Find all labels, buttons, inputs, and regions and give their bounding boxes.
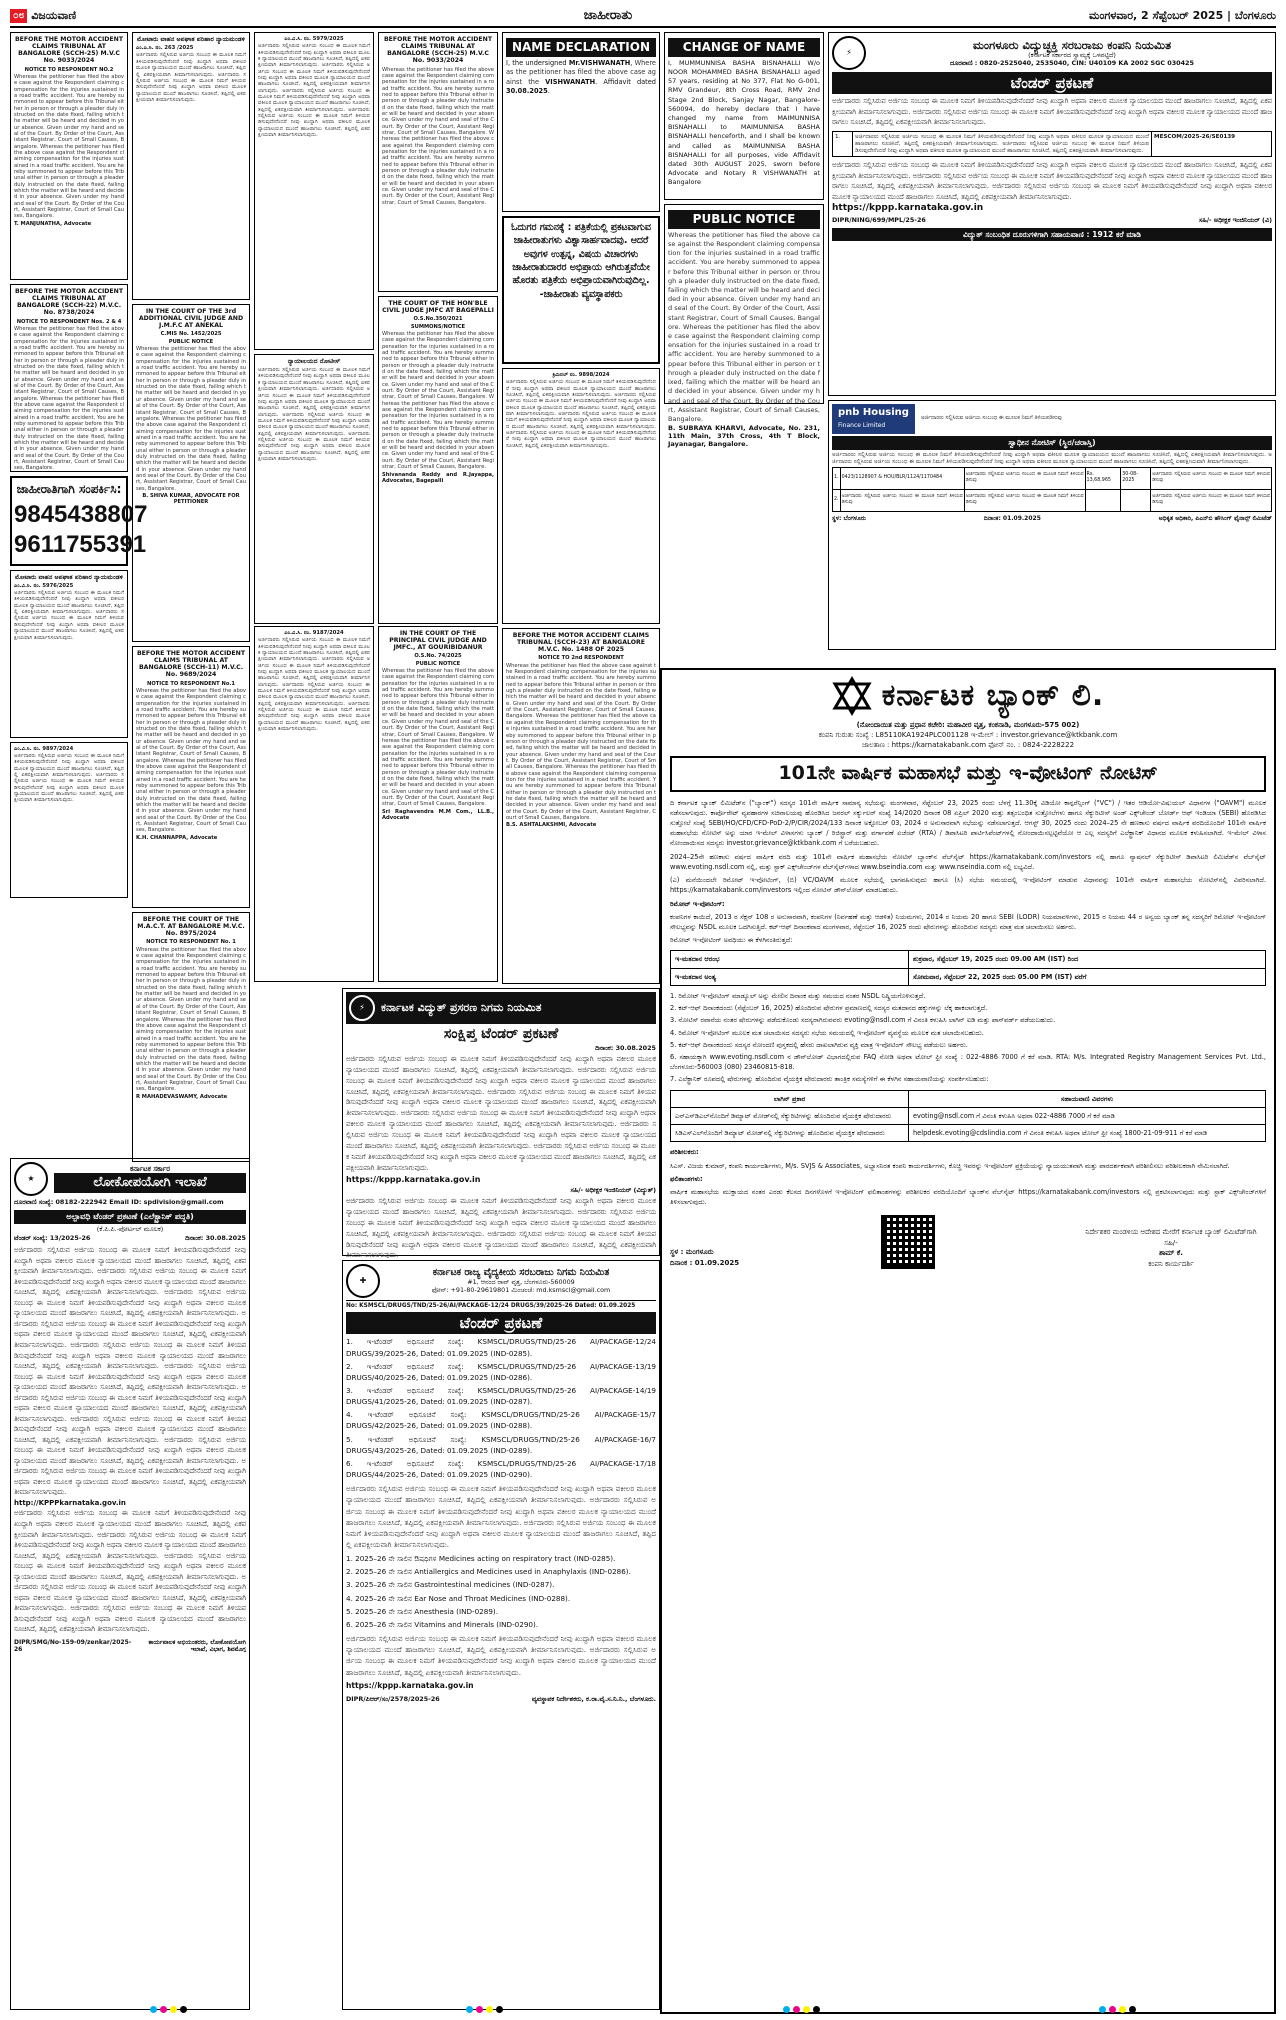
helpdesk-nsdl-details: evoting@nsdl.com ಗೆ ವಿನಂತಿ ಕಳುಹಿಸಿ ಅಥವಾ 022-4886 7000 ಗೆ ಕರೆ ಮಾಡಿ	[909, 1107, 1266, 1124]
tender-portal: https://kppp.karnataka.gov.in	[832, 203, 984, 214]
ad-title: THE COURT OF THE HON'BLE CIVIL JUDGE JMFC AT BAGEPALLI	[382, 300, 494, 315]
company-name: ಮಂಗಳೂರು ವಿದ್ಯುಚ್ಛಕ್ತಿ ಸರಬರಾಜು ಕಂಪನಿ ನಿಯಮಿತ	[972, 38, 1172, 53]
helpdesk-nsdl-type: ಎನ್‌ಎಸ್‌ಡಿಎಲ್‌ನೊಂದಿಗೆ ಡಿಮ್ಯಾಟ್ ಮೋಡ್‌ನಲ್ಲಿ ಸೆಕ್ಯುರಿಟಿಗಳನ್ನು ಹೊಂದಿರುವ ವೈಯಕ್ತಿಕ ಷೇರುದಾರರು	[671, 1107, 909, 1124]
evoting-end: ಸೋಮವಾರ, ಸೆಪ್ಟೆಂಬರ್ 22, 2025 ರಂದು 05.00 PM (IST) ವರೆಗೆ	[909, 968, 1266, 985]
ad-notice: SUMMONS/NOTICE	[410, 323, 466, 330]
ad-contact-box	[10, 476, 148, 566]
borrower-name: ಅರ್ಜಿದಾರರು ಸಲ್ಲಿಸಿರುವ ಅರ್ಜಿಯ ಸಂಬಂಧ ಈ ಮೂಲಕ ನಿಮಗೆ ತಿಳಿಯಪಡಿಸುವು	[964, 489, 1085, 511]
ad-case: ಎಂ.ಎ.ಸಿ. ನಂ. 263 /2025	[136, 45, 194, 52]
ad-sign: T. MANJUNATHA, Advocate	[14, 220, 92, 227]
pnb-place: ಸ್ಥಳ: ಬೆಂಗಳೂರು	[832, 514, 866, 522]
contact-label: ಜಾಹೀರಾತಿಗಾಗಿ ಸಂಪರ್ಕಿಸಿ:	[16, 482, 122, 496]
ad-body: Whereas the petitioner has filed the above case against the Respondent claiming compensation for the injuries sustained in a road traffic accident. You are hereby summoned to appear before this Tribunal either in person or through a pleader duly instructed on the date fixed, failing which the matter will be heard and decided in your absence. Given under my hand and seal of the Court. By Order of the Court, Assistant Registrar, Court of Small Causes, Bangalore. Whereas the petitioner has filed the above case against the Respondent claiming compensation for the injuries sustained in a road traffic accident. You are hereby summoned to appear before this Tribunal either in person or through a pleader duly instructed on the date fixed, failing which the matter will be heard and decided in your absence. Given under my hand and seal of the Court. By Order of the Court, Assistant Registrar, Court of Small Causes, Bangalore.	[136, 346, 246, 492]
notice-title: 101ನೇ ವಾರ್ಷಿಕ ಮಹಾಸಭೆ ಮತ್ತು ಇ-ವೋಟಿಂಗ್ ನೋಟಿಸ್	[670, 756, 1266, 791]
mescom-tender-ad	[828, 32, 1276, 396]
ad-title: BEFORE THE MOTOR ACCIDENT CLAIMS TRIBUNAL AT BANGALORE (SCCH-11) M.V.C. No. 9689/2024	[136, 650, 246, 679]
ad-sign: Sri Raghavendra M.M Com., LL.B., Advocate	[382, 808, 494, 821]
list-item: 3. 2025–26 ನೇ ಸಾಲಿನ Gastrointestinal medicines (IND-0287).	[346, 1580, 555, 1590]
company-subtitle: (ಕರ್ನಾಟಕ ಸರ್ಕಾರದ ಸ್ವಾಮ್ಯಕ್ಕೆ ಒಳಪಟ್ಟಿದೆ)	[1028, 51, 1116, 60]
printer-registration-marks	[10, 2004, 1276, 2014]
list-item: 2. ಇ-ಟೆಂಡರ್ ಅಧಿಸೂಚನೆ ಸಂಖ್ಯೆ: KSMSCL/DRUGS/TND/25-26 AI/PACKAGE-13/19 DRUGS/40/2025-26, Dated: 01.09.2025 (IND-0286).	[346, 1361, 656, 1382]
ad-sign: B. SUBRAYA KHARVI, Advocate, No. 231, 11th Main, 37th Cross, 4th T Block, Jayanagar, Bangalore.	[668, 424, 820, 449]
helpdesk-col-details: ಸಹಾಯವಾಣಿ ವಿವರಗಳು	[909, 1090, 1266, 1107]
tender-desc: ಅರ್ಜಿದಾರರು ಸಲ್ಲಿಸಿರುವ ಅರ್ಜಿಯ ಸಂಬಂಧ ಈ ಮೂಲಕ ನಿಮಗೆ ತಿಳಿಯಪಡಿಸುವುದೇನೆಂದರೆ ನೀವು ಖುದ್ದಾಗಿ ಅಥವಾ ವಕೀಲರ ಮೂಲಕ ನ್ಯಾಯಾಲಯದ ಮುಂದೆ ಹಾಜರಾಗಲು ಸೂಚಿಸಿದೆ, ತಪ್ಪಿದಲ್ಲಿ ಏಕಪಕ್ಷೀಯವಾಗಿ ತೀರ್ಮಾನಿಸಲಾಗುವುದು. ಅರ್ಜಿದಾರರು ಸಲ್ಲಿಸಿರುವ ಅರ್ಜಿಯ ಸಂಬಂಧ ಈ ಮೂಲಕ ನಿಮಗೆ ತಿಳಿಯಪಡಿಸುವುದೇನೆಂದರೆ ನೀವು ಖುದ್ದಾಗಿ ಅಥವಾ ವಕೀಲರ ಮೂಲಕ ನ್ಯಾಯಾಲಯದ ಮುಂದೆ ಹಾಜರಾಗಲು ಸೂಚಿಸಿದೆ, ತಪ್ಪಿದಲ್ಲಿ ಏಕಪಕ್ಷೀಯವಾಗಿ ತೀರ್ಮಾನಿಸಲಾಗುವುದು.	[853, 131, 1152, 156]
ad-title: PUBLIC NOTICE	[668, 210, 820, 229]
ad-sign: B. SHIVA KUMAR, ADVOCATE FOR PETITIONER	[142, 492, 240, 506]
list-item: 2. ಕಟ್-ಆಫ್ ದಿನಾಂಕದಂದು (ಸೆಪ್ಟೆಂಬರ್ 16, 2025) ಹೊಂದಿರುವ ಷೇರುಗಳ ಪ್ರಮಾಣದಲ್ಲಿ ಸದಸ್ಯರ ಮತದಾನದ ಹಕ್ಕುಗಳನ್ನು ಲೆಕ್ಕ ಹಾಕಲಾಗುತ್ತದೆ.	[670, 1004, 988, 1013]
court-ad	[132, 646, 250, 908]
tender-body: ಅರ್ಜಿದಾರರು ಸಲ್ಲಿಸಿರುವ ಅರ್ಜಿಯ ಸಂಬಂಧ ಈ ಮೂಲಕ ನಿಮಗೆ ತಿಳಿಯಪಡಿಸುವುದೇನೆಂದರೆ ನೀವು ಖುದ್ದಾಗಿ ಅಥವಾ ವಕೀಲರ ಮೂಲಕ ನ್ಯಾಯಾಲಯದ ಮುಂದೆ ಹಾಜರಾಗಲು ಸೂಚಿಸಿದೆ, ತಪ್ಪಿದಲ್ಲಿ ಏಕಪಕ್ಷೀಯವಾಗಿ ತೀರ್ಮಾನಿಸಲಾಗುವುದು. ಅರ್ಜಿದಾರರು ಸಲ್ಲಿಸಿರುವ ಅರ್ಜಿಯ ಸಂಬಂಧ ಈ ಮೂಲಕ ನಿಮಗೆ ತಿಳಿಯಪಡಿಸುವುದೇನೆಂದರೆ ನೀವು ಖುದ್ದಾಗಿ ಅಥವಾ ವಕೀಲರ ಮೂಲಕ ನ್ಯಾಯಾಲಯದ ಮುಂದೆ ಹಾಜರಾಗಲು ಸೂಚಿಸಿದೆ, ತಪ್ಪಿದಲ್ಲಿ ಏಕಪಕ್ಷೀಯವಾಗಿ ತೀರ್ಮಾನಿಸಲಾಗುವುದು. ಅರ್ಜಿದಾರರು ಸಲ್ಲಿಸಿರುವ ಅರ್ಜಿಯ ಸಂಬಂಧ ಈ ಮೂಲಕ ನಿಮಗೆ ತಿಳಿಯಪಡಿಸುವುದೇನೆಂದರೆ ನೀವು ಖುದ್ದಾಗಿ ಅಥವಾ ವಕೀಲರ ಮೂಲಕ ನ್ಯಾಯಾಲಯದ ಮುಂದೆ ಹಾಜರಾಗಲು ಸೂಚಿಸಿದೆ, ತಪ್ಪಿದಲ್ಲಿ ಏಕಪಕ್ಷೀಯವಾಗಿ ತೀರ್ಮಾನಿಸಲಾಗುವುದು. ಅರ್ಜಿದಾರರು ಸಲ್ಲಿಸಿರುವ ಅರ್ಜಿಯ ಸಂಬಂಧ ಈ ಮೂಲಕ ನಿಮಗೆ ತಿಳಿಯಪಡಿಸುವುದೇನೆಂದರೆ ನೀವು ಖುದ್ದಾಗಿ ಅಥವಾ ವಕೀಲರ ಮೂಲಕ ನ್ಯಾಯಾಲಯದ ಮುಂದೆ ಹಾಜರಾಗಲು ಸೂಚಿಸಿದೆ, ತಪ್ಪಿದಲ್ಲಿ ಏಕಪಕ್ಷೀಯವಾಗಿ ತೀರ್ಮಾನಿಸಲಾಗುವುದು. ಅರ್ಜಿದಾರರು ಸಲ್ಲಿಸಿರುವ ಅರ್ಜಿಯ ಸಂಬಂಧ ಈ ಮೂಲಕ ನಿಮಗೆ ತಿಳಿಯಪಡಿಸುವುದೇನೆಂದರೆ ನೀವು ಖುದ್ದಾಗಿ ಅಥವಾ ವಕೀಲರ ಮೂಲಕ ನ್ಯಾಯಾಲಯದ ಮುಂದೆ ಹಾಜರಾಗಲು ಸೂಚಿಸಿದೆ, ತಪ್ಪಿದಲ್ಲಿ ಏಕಪಕ್ಷೀಯವಾಗಿ ತೀರ್ಮಾನಿಸಲಾಗುವುದು. ಅರ್ಜಿದಾರರು ಸಲ್ಲಿಸಿರುವ ಅರ್ಜಿಯ ಸಂಬಂಧ ಈ ಮೂಲಕ ನಿಮಗೆ ತಿಳಿಯಪಡಿಸುವುದೇನೆಂದರೆ ನೀವು ಖುದ್ದಾಗಿ ಅಥವಾ ವಕೀಲರ ಮೂಲಕ ನ್ಯಾಯಾಲಯದ ಮುಂದೆ ಹಾಜರಾಗಲು ಸೂಚಿಸಿದೆ, ತಪ್ಪಿದಲ್ಲಿ ಏಕಪಕ್ಷೀಯವಾಗಿ ತೀರ್ಮಾನಿಸಲಾಗುವುದು. ಅರ್ಜಿದಾರರು ಸಲ್ಲಿಸಿರುವ ಅರ್ಜಿಯ ಸಂಬಂಧ ಈ ಮೂಲಕ ನಿಮಗೆ ತಿಳಿಯಪಡಿಸುವುದೇನೆಂದರೆ ನೀವು ಖುದ್ದಾಗಿ ಅಥವಾ ವಕೀಲರ ಮೂಲಕ ನ್ಯಾಯಾಲಯದ ಮುಂದೆ ಹಾಜರಾಗಲು ಸೂಚಿಸಿದೆ, ತಪ್ಪಿದಲ್ಲಿ ಏಕಪಕ್ಷೀಯವಾಗಿ ತೀರ್ಮಾನಿಸಲಾಗುವುದು. ಅರ್ಜಿದಾರರು ಸಲ್ಲಿಸಿರುವ ಅರ್ಜಿಯ ಸಂಬಂಧ ಈ ಮೂಲಕ ನಿಮಗೆ ತಿಳಿಯಪಡಿಸುವುದೇನೆಂದರೆ ನೀವು ಖುದ್ದಾಗಿ ಅಥವಾ ವಕೀಲರ ಮೂಲಕ ನ್ಯಾಯಾಲಯದ ಮುಂದೆ ಹಾಜರಾಗಲು ಸೂಚಿಸಿದೆ, ತಪ್ಪಿದಲ್ಲಿ ಏಕಪಕ್ಷೀಯವಾಗಿ ತೀರ್ಮಾನಿಸಲಾಗುವುದು. ಅರ್ಜಿದಾರರು ಸಲ್ಲಿಸಿರುವ ಅರ್ಜಿಯ ಸಂಬಂಧ ಈ ಮೂಲಕ ನಿಮಗೆ ತಿಳಿಯಪಡಿಸುವುದೇನೆಂದರೆ ನೀವು ಖುದ್ದಾಗಿ ಅಥವಾ ವಕೀಲರ ಮೂಲಕ ನ್ಯಾಯಾಲಯದ ಮುಂದೆ ಹಾಜರಾಗಲು ಸೂಚಿಸಿದೆ, ತಪ್ಪಿದಲ್ಲಿ ಏಕಪಕ್ಷೀಯವಾಗಿ ತೀರ್ಮಾನಿಸಲಾಗುವುದು. ಅರ್ಜಿದಾರರು ಸಲ್ಲಿಸಿರುವ ಅರ್ಜಿಯ ಸಂಬಂಧ ಈ ಮೂಲಕ ನಿಮಗೆ ತಿಳಿಯಪಡಿಸುವುದೇನೆಂದರೆ ನೀವು ಖುದ್ದಾಗಿ ಅಥವಾ ವಕೀಲರ ಮೂಲಕ ನ್ಯಾಯಾಲಯದ ಮುಂದೆ ಹಾಜರಾಗಲು ಸೂಚಿಸಿದೆ, ತಪ್ಪಿದಲ್ಲಿ ಏಕಪಕ್ಷೀಯವಾಗಿ ತೀರ್ಮಾನಿಸಲಾಗುವುದು.	[14, 1246, 246, 1497]
ad-title: BEFORE THE MOTOR ACCIDENT CLAIMS TRIBUNAL AT BANGALORE (SCCH-25) M.V.C No. 9033/2024	[14, 36, 124, 65]
dipr-ref: DIPR/ಪಿಆರ್/ಸಂ/2578/2025-26	[346, 1694, 440, 1703]
ad-notice: PUBLIC NOTICE	[415, 660, 461, 667]
ad-title: ಮೋಟಾರು ವಾಹನ ಅಪಘಾತ ಪರಿಹಾರ ನ್ಯಾಯಮಂಡಳಿ	[136, 36, 246, 43]
tender-body: ಅರ್ಜಿದಾರರು ಸಲ್ಲಿಸಿರುವ ಅರ್ಜಿಯ ಸಂಬಂಧ ಈ ಮೂಲಕ ನಿಮಗೆ ತಿಳಿಯಪಡಿಸುವುದೇನೆಂದರೆ ನೀವು ಖುದ್ದಾಗಿ ಅಥವಾ ವಕೀಲರ ಮೂಲಕ ನ್ಯಾಯಾಲಯದ ಮುಂದೆ ಹಾಜರಾಗಲು ಸೂಚಿಸಿದೆ, ತಪ್ಪಿದಲ್ಲಿ ಏಕಪಕ್ಷೀಯವಾಗಿ ತೀರ್ಮಾನಿಸಲಾಗುವುದು. ಅರ್ಜಿದಾರರು ಸಲ್ಲಿಸಿರುವ ಅರ್ಜಿಯ ಸಂಬಂಧ ಈ ಮೂಲಕ ನಿಮಗೆ ತಿಳಿಯಪಡಿಸುವುದೇನೆಂದರೆ ನೀವು ಖುದ್ದಾಗಿ ಅಥವಾ ವಕೀಲರ ಮೂಲಕ ನ್ಯಾಯಾಲಯದ ಮುಂದೆ ಹಾಜರಾಗಲು ಸೂಚಿಸಿದೆ, ತಪ್ಪಿದಲ್ಲಿ ಏಕಪಕ್ಷೀಯವಾಗಿ ತೀರ್ಮಾನಿಸಲಾಗುವುದು. ಅರ್ಜಿದಾರರು ಸಲ್ಲಿಸಿರುವ ಅರ್ಜಿಯ ಸಂಬಂಧ ಈ ಮೂಲಕ ನಿಮಗೆ ತಿಳಿಯಪಡಿಸುವುದೇನೆಂದರೆ ನೀವು ಖುದ್ದಾಗಿ ಅಥವಾ ವಕೀಲರ ಮೂಲಕ ನ್ಯಾಯಾಲಯದ ಮುಂದೆ ಹಾಜರಾಗಲು ಸೂಚಿಸಿದೆ, ತಪ್ಪಿದಲ್ಲಿ ಏಕಪಕ್ಷೀಯವಾಗಿ ತೀರ್ಮಾನಿಸಲಾಗುವುದು.	[346, 1197, 656, 1260]
kptcl-logo-icon: ⚡	[349, 995, 375, 1021]
reader-notice-text: ಓದುಗರ ಗಮನಕ್ಕೆ : ಪತ್ರಿಕೆಯಲ್ಲಿ ಪ್ರಕಟವಾಗುವ ಜಾಹೀರಾತುಗಳು ವಿಶ್ವಾಸಾರ್ಹವಾದವು. ಆದರೆ ಅವುಗಳ ಉತ್ಪನ್ನ, ವಿಷಯ ವಿಚಾರಗಳು ಜಾಹೀರಾತುದಾರರ ಅಭಿಪ್ರಾಯ ಆಗಿರುತ್ತವೆಯೇ ಹೊರತು ಪತ್ರಿಕೆಯ ಅಭಿಪ್ರಾಯವಾಗಿರುವುದಿಲ್ಲ. -ಜಾಹೀರಾತು ವ್ಯವಸ್ಥಾಪಕರು	[511, 222, 651, 300]
court-ad	[10, 742, 128, 898]
property-desc: ಅರ್ಜಿದಾರರು ಸಲ್ಲಿಸಿರುವ ಅರ್ಜಿಯ ಸಂಬಂಧ ಈ ಮೂಲಕ ನಿಮಗೆ ತಿಳಿಯಪಡಿಸುವು	[1151, 489, 1272, 511]
contact-phone-2: 9611755391	[14, 530, 147, 558]
section-title: ಜಾಹೀರಾತು	[583, 8, 633, 24]
list-item: 3. ನೋಟಿಸ್ ರವಾನೆಯ ನಂತರ ಷೇರುಗಳನ್ನು ಪಡೆದುಕೊಂಡು ಸದಸ್ಯರಾಗಿರುವವರು evoting@nsdl.com ಗೆ ವಿನಂತಿ ಕಳುಹಿಸಿ ಲಾಗಿನ್ ಐಡಿ ಮತ್ತು ಪಾಸ್‌ವರ್ಡ್ ಪಡೆಯಬಹುದು.	[670, 1016, 1056, 1025]
ad-notice: PUBLIC NOTICE	[168, 338, 214, 345]
ad-title: BEFORE THE MOTOR ACCIDENT CLAIMS TRIBUNAL AT BANGALORE (SCCH-25) M.V.C No. 9033/2024	[383, 36, 493, 65]
notice-body	[670, 798, 1266, 1208]
ad-title: CHANGE OF NAME	[668, 38, 820, 57]
signatory: ಸಹಿ/-	[1164, 1238, 1178, 1247]
ad-body: I, MUMMUNNISA BASHA BISNAHALLI W/o NOOR MOHAMMED BASHA BISNAHALLI aged 57 years, residing at No 377, Flat No G-001, RMV Grandeur, 8th Cross Road, RMV 2nd Stage 2nd Block, Sanjay Nagar, Bangalore-560094, do hereby declare that I have changed my name from MAIMUNNISA BISNAHALLI to MAIMUNNISA BASHA BISNAHALLI henceforth, and I shall be known and called as MAIMUNNISA BASHA BISNAHALLI for all purposes, vide Affidavit dated 30th AUGUST 2025, sworn before Advocate and Notary R VISHWANATH at Bangalore	[668, 58, 820, 187]
tender-date: ದಿನಾಂಕ: 30.08.2025	[185, 1234, 246, 1243]
tender-drug-list	[346, 1553, 656, 1630]
column-3b	[378, 32, 498, 628]
court-ad	[10, 284, 128, 472]
court-ad	[132, 912, 250, 1162]
ksmscl-contact: ಫೋನ್: +91-80-29619801 ಮಿಂಚಂಚೆ: md.ksmscl@gmail.com	[431, 1285, 611, 1294]
company-contact: ದೂರವಾಣಿ : 0820-2525040, 2535040, CIN: U40109 KA 2002 SGC 030425	[950, 59, 1194, 67]
ad-body: ಅರ್ಜಿದಾರರು ಸಲ್ಲಿಸಿರುವ ಅರ್ಜಿಯ ಸಂಬಂಧ ಈ ಮೂಲಕ ನಿಮಗೆ ತಿಳಿಯಪಡಿಸುವುದೇನೆಂದರೆ ನೀವು ಖುದ್ದಾಗಿ ಅಥವಾ ವಕೀಲರ ಮೂಲಕ ನ್ಯಾಯಾಲಯದ ಮುಂದೆ ಹಾಜರಾಗಲು ಸೂಚಿಸಿದೆ, ತಪ್ಪಿದಲ್ಲಿ ಏಕಪಕ್ಷೀಯವಾಗಿ ತೀರ್ಮಾನಿಸಲಾಗುವುದು. ಅರ್ಜಿದಾರರು ಸಲ್ಲಿಸಿರುವ ಅರ್ಜಿಯ ಸಂಬಂಧ ಈ ಮೂಲಕ ನಿಮಗೆ ತಿಳಿಯಪಡಿಸುವುದೇನೆಂದರೆ ನೀವು ಖುದ್ದಾಗಿ ಅಥವಾ ವಕೀಲರ ಮೂಲಕ ನ್ಯಾಯಾಲಯದ ಮುಂದೆ ಹಾಜರಾಗಲು ಸೂಚಿಸಿದೆ, ತಪ್ಪಿದಲ್ಲಿ ಏಕಪಕ್ಷೀಯವಾಗಿ ತೀರ್ಮಾನಿಸಲಾಗುವುದು. ಅರ್ಜಿದಾರರು ಸಲ್ಲಿಸಿರುವ ಅರ್ಜಿಯ ಸಂಬಂಧ ಈ ಮೂಲಕ ನಿಮಗೆ ತಿಳಿಯಪಡಿಸುವುದೇನೆಂದರೆ ನೀವು ಖುದ್ದಾಗಿ ಅಥವಾ ವಕೀಲರ ಮೂಲಕ ನ್ಯಾಯಾಲಯದ ಮುಂದೆ ಹಾಜರಾಗಲು ಸೂಚಿಸಿದೆ, ತಪ್ಪಿದಲ್ಲಿ ಏಕಪಕ್ಷೀಯವಾಗಿ ತೀರ್ಮಾನಿಸಲಾಗುವುದು. ಅರ್ಜಿದಾರರು ಸಲ್ಲಿಸಿರುವ ಅರ್ಜಿಯ ಸಂಬಂಧ ಈ ಮೂಲಕ ನಿಮಗೆ ತಿಳಿಯಪಡಿಸುವುದೇನೆಂದರೆ ನೀವು ಖುದ್ದಾಗಿ ಅಥವಾ ವಕೀಲರ ಮೂಲಕ ನ್ಯಾಯಾಲಯದ ಮುಂದೆ ಹಾಜರಾಗಲು ಸೂಚಿಸಿದೆ, ತಪ್ಪಿದಲ್ಲಿ ಏಕಪಕ್ಷೀಯವಾಗಿ ತೀರ್ಮಾನಿಸಲಾಗುವುದು.	[258, 43, 370, 139]
ad-body: ಅರ್ಜಿದಾರರು ಸಲ್ಲಿಸಿರುವ ಅರ್ಜಿಯ ಸಂಬಂಧ ಈ ಮೂಲಕ ನಿಮಗೆ ತಿಳಿಯಪಡಿಸುವುದೇನೆಂದರೆ ನೀವು ಖುದ್ದಾಗಿ ಅಥವಾ ವಕೀಲರ ಮೂಲಕ ನ್ಯಾಯಾಲಯದ ಮುಂದೆ ಹಾಜರಾಗಲು ಸೂಚಿಸಿದೆ, ತಪ್ಪಿದಲ್ಲಿ ಏಕಪಕ್ಷೀಯವಾಗಿ ತೀರ್ಮಾನಿಸಲಾಗುವುದು. ಅರ್ಜಿದಾರರು ಸಲ್ಲಿಸಿರುವ ಅರ್ಜಿಯ ಸಂಬಂಧ ಈ ಮೂಲಕ ನಿಮಗೆ ತಿಳಿಯಪಡಿಸುವುದೇನೆಂದರೆ ನೀವು ಖುದ್ದಾಗಿ ಅಥವಾ ವಕೀಲರ ಮೂಲಕ ನ್ಯಾಯಾಲಯದ ಮುಂದೆ ಹಾಜರಾಗಲು ಸೂಚಿಸಿದೆ, ತಪ್ಪಿದಲ್ಲಿ ಏಕಪಕ್ಷೀಯವಾಗಿ ತೀರ್ಮಾನಿಸಲಾಗುವುದು. ಅರ್ಜಿದಾರರು ಸಲ್ಲಿಸಿರುವ ಅರ್ಜಿಯ ಸಂಬಂಧ ಈ ಮೂಲಕ ನಿಮಗೆ ತಿಳಿಯಪಡಿಸುವುದೇನೆಂದರೆ ನೀವು ಖುದ್ದಾಗಿ ಅಥವಾ ವಕೀಲರ ಮೂಲಕ ನ್ಯಾಯಾಲಯದ ಮುಂದೆ ಹಾಜರಾಗಲು ಸೂಚಿಸಿದೆ, ತಪ್ಪಿದಲ್ಲಿ ಏಕಪಕ್ಷೀಯವಾಗಿ ತೀರ್ಮಾನಿಸಲಾಗುವುದು. ಅರ್ಜಿದಾರರು ಸಲ್ಲಿಸಿರುವ ಅರ್ಜಿಯ ಸಂಬಂಧ ಈ ಮೂಲಕ ನಿಮಗೆ ತಿಳಿಯಪಡಿಸುವುದೇನೆಂದರೆ ನೀವು ಖುದ್ದಾಗಿ ಅಥವಾ ವಕೀಲರ ಮೂಲಕ ನ್ಯಾಯಾಲಯದ ಮುಂದೆ ಹಾಜರಾಗಲು ಸೂಚಿಸಿದೆ, ತಪ್ಪಿದಲ್ಲಿ ಏಕಪಕ್ಷೀಯವಾಗಿ ತೀರ್ಮಾನಿಸಲಾಗುವುದು.	[258, 367, 370, 462]
column-2	[132, 32, 250, 1166]
ad-case: O.S.No. 74/2025	[414, 653, 462, 660]
notice-para: ಸಿಎಸ್. ವಿಜಯ ಕುಮಾರ್, ಕಂಪನಿ ಕಾರ್ಯದರ್ಶಿಗಳು, M/s. SVJS & Associates, ಅಭ್ಯಾಸನಿರತ ಕಂಪನಿ ಕಾರ್ಯದರ್ಶಿಗಳು, ಕೊಚ್ಚಿ ಇವರನ್ನು ಇ-ವೋಟಿಂಗ್ ಪ್ರಕ್ರಿಯೆಯನ್ನು ನ್ಯಾಯಯುತವಾಗಿ ಮತ್ತು ಪಾರದರ್ಶಕವಾಗಿ ಪರಿಶೀಲಿಸಲು ಪರಿಶೀಲಕರಾಗಿ ನೇಮಿಸಲಾಗಿದೆ.	[670, 1161, 1230, 1170]
notice-date: ದಿನಾಂಕ : 01.09.2025	[670, 1259, 740, 1268]
notice-para: ಕಂಪನಿಗಳ ಕಾಯಿದೆ, 2013 ರ ಸೆಕ್ಷನ್ 108 ರ ಅನುಸಾರವಾಗಿ, ಕಂಪನಿಗಳ (ನಿರ್ವಹಣೆ ಮತ್ತು ಆಡಳಿತ) ನಿಯಮಗಳು, 2014 ರ ನಿಯಮ 20 ಹಾಗೂ SEBI (LODR) ನಿಯಮಾವಳಿಗಳು, 2015 ರ ನಿಯಮ 44 ರ ಅನ್ವಯ ಬ್ಯಾಂಕ್ ತನ್ನ ಸದಸ್ಯರಿಗೆ ರಿಮೋಟ್ ಇ-ವೋಟಿಂಗ್ ಸೌಲಭ್ಯವನ್ನು NSDL ಮೂಲಕ ಒದಗಿಸುತ್ತಿದೆ. ಕಟ್-ಆಫ್ ದಿನಾಂಕವಾದ ಮಂಗಳವಾರ, ಸೆಪ್ಟೆಂಬರ್ 16, 2025 ರಂದು ಷೇರುಗಳನ್ನು ಹೊಂದಿರುವ ಸದಸ್ಯರು ಮಾತ್ರ ಮತ ಚಲಾಯಿಸಲು ಅರ್ಹರು.	[670, 912, 1266, 931]
pnb-housing-ad	[828, 400, 1276, 650]
tender-heading: ಸಂಕ್ಷಿಪ್ತ ಟೆಂಡರ್ ಪ್ರಕಟಣೆ	[443, 1026, 559, 1042]
tender-list	[346, 1336, 656, 1480]
ad-body: Whereas the petitioner has filed the above case against the Respondent claiming compensation for the injuries sustained in a road traffic accident. You are hereby summoned to appear before this Tribunal either in person or through a pleader duly instructed on the date fixed, failing which the matter will be heard and decided in your absence. Given under my hand and seal of the Court. By Order of the Court, Assistant Registrar, Court of Small Causes, Bangalore. Whereas the petitioner has filed the above case against the Respondent claiming compensation for the injuries sustained in a road traffic accident. You are hereby summoned to appear before this Tribunal either in person or through a pleader duly instructed on the date fixed, failing which the matter will be heard and decided in your absence. Given under my hand and seal of the Court. By Order of the Court, Assistant Registrar, Court of Small Causes, Bangalore.	[382, 668, 494, 808]
ad-sign: K.H. CHANNAPPA, Advocate	[136, 834, 218, 841]
pnb-signatory: ಅಧಿಕೃತ ಅಧಿಕಾರಿ, ಪಿಎನ್‌ಬಿ ಹೌಸಿಂಗ್ ಫೈನಾನ್ಸ್ ಲಿಮಿಟೆಡ್	[1158, 514, 1272, 522]
tender-body: ಅರ್ಜಿದಾರರು ಸಲ್ಲಿಸಿರುವ ಅರ್ಜಿಯ ಸಂಬಂಧ ಈ ಮೂಲಕ ನಿಮಗೆ ತಿಳಿಯಪಡಿಸುವುದೇನೆಂದರೆ ನೀವು ಖುದ್ದಾಗಿ ಅಥವಾ ವಕೀಲರ ಮೂಲಕ ನ್ಯಾಯಾಲಯದ ಮುಂದೆ ಹಾಜರಾಗಲು ಸೂಚಿಸಿದೆ, ತಪ್ಪಿದಲ್ಲಿ ಏಕಪಕ್ಷೀಯವಾಗಿ ತೀರ್ಮಾನಿಸಲಾಗುವುದು. ಅರ್ಜಿದಾರರು ಸಲ್ಲಿಸಿರುವ ಅರ್ಜಿಯ ಸಂಬಂಧ ಈ ಮೂಲಕ ನಿಮಗೆ ತಿಳಿಯಪಡಿಸುವುದೇನೆಂದರೆ ನೀವು ಖುದ್ದಾಗಿ ಅಥವಾ ವಕೀಲರ ಮೂಲಕ ನ್ಯಾಯಾಲಯದ ಮುಂದೆ ಹಾಜರಾಗಲು ಸೂಚಿಸಿದೆ, ತಪ್ಪಿದಲ್ಲಿ ಏಕಪಕ್ಷೀಯವಾಗಿ ತೀರ್ಮಾನಿಸಲಾಗುವುದು. ಅರ್ಜಿದಾರರು ಸಲ್ಲಿಸಿರುವ ಅರ್ಜಿಯ ಸಂಬಂಧ ಈ ಮೂಲಕ ನಿಮಗೆ ತಿಳಿಯಪಡಿಸುವುದೇನೆಂದರೆ ನೀವು ಖುದ್ದಾಗಿ ಅಥವಾ ವಕೀಲರ ಮೂಲಕ ನ್ಯಾಯಾಲಯದ ಮುಂದೆ ಹಾಜರಾಗಲು ಸೂಚಿಸಿದೆ, ತಪ್ಪಿದಲ್ಲಿ ಏಕಪಕ್ಷೀಯವಾಗಿ ತೀರ್ಮಾನಿಸಲಾಗುವುದು. ಅರ್ಜಿದಾರರು ಸಲ್ಲಿಸಿರುವ ಅರ್ಜಿಯ ಸಂಬಂಧ ಈ ಮೂಲಕ ನಿಮಗೆ ತಿಳಿಯಪಡಿಸುವುದೇನೆಂದರೆ ನೀವು ಖುದ್ದಾಗಿ ಅಥವಾ ವಕೀಲರ ಮೂಲಕ ನ್ಯಾಯಾಲಯದ ಮುಂದೆ ಹಾಜರಾಗಲು ಸೂಚಿಸಿದೆ, ತಪ್ಪಿದಲ್ಲಿ ಏಕಪಕ್ಷೀಯವಾಗಿ ತೀರ್ಮಾನಿಸಲಾಗುವುದು. ಅರ್ಜಿದಾರರು ಸಲ್ಲಿಸಿರುವ ಅರ್ಜಿಯ ಸಂಬಂಧ ಈ ಮೂಲಕ ನಿಮಗೆ ತಿಳಿಯಪಡಿಸುವುದೇನೆಂದರೆ ನೀವು ಖುದ್ದಾಗಿ ಅಥವಾ ವಕೀಲರ ಮೂಲಕ ನ್ಯಾಯಾಲಯದ ಮುಂದೆ ಹಾಜರಾಗಲು ಸೂಚಿಸಿದೆ, ತಪ್ಪಿದಲ್ಲಿ ಏಕಪಕ್ಷೀಯವಾಗಿ ತೀರ್ಮಾನಿಸಲಾಗುವುದು. ಅರ್ಜಿದಾರರು ಸಲ್ಲಿಸಿರುವ ಅರ್ಜಿಯ ಸಂಬಂಧ ಈ ಮೂಲಕ ನಿಮಗೆ ತಿಳಿಯಪಡಿಸುವುದೇನೆಂದರೆ ನೀವು ಖುದ್ದಾಗಿ ಅಥವಾ ವಕೀಲರ ಮೂಲಕ ನ್ಯಾಯಾಲಯದ ಮುಂದೆ ಹಾಜರಾಗಲು ಸೂಚಿಸಿದೆ, ತಪ್ಪಿದಲ್ಲಿ ಏಕಪಕ್ಷೀಯವಾಗಿ ತೀರ್ಮಾನಿಸಲಾಗುವುದು.	[346, 1054, 656, 1172]
ad-notice: NOTICE TO RESPONDENT Nos. 2 & 4	[16, 318, 122, 325]
govt-emblem-icon: ★	[14, 1162, 48, 1196]
pnb-logo	[832, 404, 915, 434]
ad-body: Whereas the petitioner has filed the above case against the Respondent claiming compensation for the injuries sustained in a road traffic accident. You are hereby summoned to appear before this Tribunal either in person or through a pleader duly instructed on the date fixed, failing which the matter will be heard and decided in your absence. Given under my hand and seal of the Court. By Order of the Court, Assistant Registrar, Court of Small Causes, Bangalore. Whereas the petitioner has filed the above case against the Respondent claiming compensation for the injuries sustained in a road traffic accident. You are hereby summoned to appear before this Tribunal either in person or through a pleader duly instructed on the date fixed, failing which the matter will be heard and decided in your absence. Given under my hand and seal of the Court. By Order of the Court, Assistant Registrar, Court of Small Causes, Bangalore.	[668, 230, 821, 423]
evoting-start-label: ಇ-ಮತದಾನ ಆರಂಭ	[671, 951, 909, 968]
ad-sign: Shivananda Reddy and R.Jayappa, Advocates, Bagepalli	[382, 471, 494, 484]
karnataka-bank-agm-notice	[660, 668, 1276, 2014]
court-ad	[502, 628, 660, 984]
page-number: ೦೮	[10, 9, 27, 23]
ksmscl-name: ಕರ್ನಾಟಕ ರಾಜ್ಯ ವೈದ್ಯಕೀಯ ಸರಬರಾಜು ನಿಗಮ ನಿಯಮಿತ	[432, 1267, 610, 1279]
court-ad	[254, 626, 374, 982]
list-item: 5. 2025–26 ನೇ ಸಾಲಿನ Anesthesia (IND-0289).	[346, 1606, 498, 1616]
helpdesk-table	[670, 1090, 1266, 1143]
ad-body: Whereas the petitioner has filed the above case against the Respondent claiming compensation for the injuries sustained in a road traffic accident. You are hereby summoned to appear before this Tribunal either in person or through a pleader duly instructed on the date fixed, failing which the matter will be heard and decided in your absence. Given under my hand and seal of the Court. By Order of the Court, Assistant Registrar, Court of Small Causes, Bangalore. Whereas the petitioner has filed the above case against the Respondent claiming compensation for the injuries sustained in a road traffic accident. You are hereby summoned to appear before this Tribunal either in person or through a pleader duly instructed on the date fixed, failing which the matter will be heard and decided in your absence. Given under my hand and seal of the Court. By Order of the Court, Assistant Registrar, Court of Small Causes, Bangalore.	[14, 73, 124, 220]
tender-portal: https://kppp.karnataka.gov.in	[346, 1174, 481, 1184]
list-item: 6. 2025–26 ನೇ ಸಾಲಿನ Vitamins and Minerals (IND-0290).	[346, 1619, 539, 1629]
list-item: 1. 2025–26 ನೇ ಸಾಲಿನ ಔಷಧಿಗಳ Medicines acting on respiratory tract (IND-0285).	[346, 1554, 616, 1564]
ad-sign: B.S. ASHTALAKSHMI, Advocate	[506, 822, 597, 829]
public-notice-ad	[664, 204, 824, 449]
ad-sign: R MAHADEVASWAMY, Advocate	[136, 1093, 228, 1100]
tender-body: ಅರ್ಜಿದಾರರು ಸಲ್ಲಿಸಿರುವ ಅರ್ಜಿಯ ಸಂಬಂಧ ಈ ಮೂಲಕ ನಿಮಗೆ ತಿಳಿಯಪಡಿಸುವುದೇನೆಂದರೆ ನೀವು ಖುದ್ದಾಗಿ ಅಥವಾ ವಕೀಲರ ಮೂಲಕ ನ್ಯಾಯಾಲಯದ ಮುಂದೆ ಹಾಜರಾಗಲು ಸೂಚಿಸಿದೆ, ತಪ್ಪಿದಲ್ಲಿ ಏಕಪಕ್ಷೀಯವಾಗಿ ತೀರ್ಮಾನಿಸಲಾಗುವುದು. ಅರ್ಜಿದಾರರು ಸಲ್ಲಿಸಿರುವ ಅರ್ಜಿಯ ಸಂಬಂಧ ಈ ಮೂಲಕ ನಿಮಗೆ ತಿಳಿಯಪಡಿಸುವುದೇನೆಂದರೆ ನೀವು ಖುದ್ದಾಗಿ ಅಥವಾ ವಕೀಲರ ಮೂಲಕ ನ್ಯಾಯಾಲಯದ ಮುಂದೆ ಹಾಜರಾಗಲು ಸೂಚಿಸಿದೆ, ತಪ್ಪಿದಲ್ಲಿ ಏಕಪಕ್ಷೀಯವಾಗಿ ತೀರ್ಮಾನಿಸಲಾಗುವುದು. ಅರ್ಜಿದಾರರು ಸಲ್ಲಿಸಿರುವ ಅರ್ಜಿಯ ಸಂಬಂಧ ಈ ಮೂಲಕ ನಿಮಗೆ ತಿಳಿಯಪಡಿಸುವುದೇನೆಂದರೆ ನೀವು ಖುದ್ದಾಗಿ ಅಥವಾ ವಕೀಲರ ಮೂಲಕ ನ್ಯಾಯಾಲಯದ ಮುಂದೆ ಹಾಜರಾಗಲು ಸೂಚಿಸಿದೆ, ತಪ್ಪಿದಲ್ಲಿ ಏಕಪಕ್ಷೀಯವಾಗಿ ತೀರ್ಮಾನಿಸಲಾಗುವುದು.	[832, 161, 1272, 201]
ad-case: ಎಂ.ವಿ.ಸಿ. ನಂ. 5976/2025	[14, 582, 74, 589]
signatory: ಸಹಿ/- ಅಧೀಕ್ಷಕ ಇಂಜಿನಿಯರ್ (ವಿದ್ಯುತ್)	[570, 1186, 656, 1195]
ad-body: I, the undersigned Mr.VISHWANATH, Whereas the petitioner has filed the above case against the VISHWANATH. Affidavit dated 30.08.2025.	[506, 58, 656, 96]
notice-para: ವಾರ್ಷಿಕ ಮಹಾಸಭೆಯ ಮುಕ್ತಾಯದ ನಂತರ ಎರಡು ಕೆಲಸದ ದಿನಗಳೊಳಗೆ ಇ-ವೋಟಿಂಗ್ ಫಲಿತಾಂಶಗಳನ್ನು ಪರಿಶೀಲಕರ ವರದಿಯೊಂದಿಗೆ ಬ್ಯಾಂಕ್‌ನ ವೆಬ್‌ಸೈಟ್ https://karnatakabank.com/investors ನಲ್ಲಿ ಪ್ರಕಟಿಸಲಾಗುವುದು ಮತ್ತು ಸ್ಟಾಕ್ ಎಕ್ಸ್‌ಚೇಂಜ್‌ಗಳಿಗೆ ತಿಳಿಸಲಾಗುವುದು.	[670, 1187, 1266, 1207]
ad-body: ಅರ್ಜಿದಾರರು ಸಲ್ಲಿಸಿರುವ ಅರ್ಜಿಯ ಸಂಬಂಧ ಈ ಮೂಲಕ ನಿಮಗೆ ತಿಳಿಯಪಡಿಸುವುದೇನೆಂದರೆ ನೀವು ಖುದ್ದಾಗಿ ಅಥವಾ ವಕೀಲರ ಮೂಲಕ ನ್ಯಾಯಾಲಯದ ಮುಂದೆ ಹಾಜರಾಗಲು ಸೂಚಿಸಿದೆ, ತಪ್ಪಿದಲ್ಲಿ ಏಕಪಕ್ಷೀಯವಾಗಿ ತೀರ್ಮಾನಿಸಲಾಗುವುದು. ಅರ್ಜಿದಾರರು ಸಲ್ಲಿಸಿರುವ ಅರ್ಜಿಯ ಸಂಬಂಧ ಈ ಮೂಲಕ ನಿಮಗೆ ತಿಳಿಯಪಡಿಸುವುದೇನೆಂದರೆ ನೀವು ಖುದ್ದಾಗಿ ಅಥವಾ ವಕೀಲರ ಮೂಲಕ ನ್ಯಾಯಾಲಯದ ಮುಂದೆ ಹಾಜರಾಗಲು ಸೂಚಿಸಿದೆ, ತಪ್ಪಿದಲ್ಲಿ ಏಕಪಕ್ಷೀಯವಾಗಿ ತೀರ್ಮಾನಿಸಲಾಗುವುದು. ಅರ್ಜಿದಾರರು ಸಲ್ಲಿಸಿರುವ ಅರ್ಜಿಯ ಸಂಬಂಧ ಈ ಮೂಲಕ ನಿಮಗೆ ತಿಳಿಯಪಡಿಸುವುದೇನೆಂದರೆ ನೀವು ಖುದ್ದಾಗಿ ಅಥವಾ ವಕೀಲರ ಮೂಲಕ ನ್ಯಾಯಾಲಯದ ಮುಂದೆ ಹಾಜರಾಗಲು ಸೂಚಿಸಿದೆ, ತಪ್ಪಿದಲ್ಲಿ ಏಕಪಕ್ಷೀಯವಾಗಿ ತೀರ್ಮಾನಿಸಲಾಗುವುದು. ಅರ್ಜಿದಾರರು ಸಲ್ಲಿಸಿರುವ ಅರ್ಜಿಯ ಸಂಬಂಧ ಈ ಮೂಲಕ ನಿಮಗೆ ತಿಳಿಯಪಡಿಸುವುದೇನೆಂದರೆ ನೀವು ಖುದ್ದಾಗಿ ಅಥವಾ ವಕೀಲರ ಮೂಲಕ ನ್ಯಾಯಾಲಯದ ಮುಂದೆ ಹಾಜರಾಗಲು ಸೂಚಿಸಿದೆ, ತಪ್ಪಿದಲ್ಲಿ ಏಕಪಕ್ಷೀಯವಾಗಿ ತೀರ್ಮಾನಿಸಲಾಗುವುದು.	[506, 379, 656, 449]
pnb-notice-title: ಸ್ವಾಧೀನ ನೋಟಿಸ್ (ಸ್ಥಿರ/ಚರಾಸ್ತಿ)	[832, 436, 1272, 450]
list-item: 6. ಇ-ಟೆಂಡರ್ ಅಧಿಸೂಚನೆ ಸಂಖ್ಯೆ: KSMSCL/DRUGS/TND/25-26 AI/PACKAGE-17/18 DRUGS/44/2025-26, Dated: 01.09.2025 (IND-0290).	[346, 1458, 656, 1480]
date-line: ಮಂಗಳವಾರ, 2 ಸೆಪ್ಟೆಂಬರ್ 2025 | ಬೆಂಗಳೂರು	[1089, 9, 1276, 23]
notice-place: ಸ್ಥಳ : ಮಂಗಳೂರು	[670, 1248, 714, 1256]
dept-contact: ದೂರವಾಣಿ ಸಂಖ್ಯೆ: 08182-222942 Email ID: spdivision@gmail.com	[14, 1198, 224, 1206]
tender-table: 1. ಅರ್ಜಿದಾರರು ಸಲ್ಲಿಸಿರುವ ಅರ್ಜಿಯ ಸಂಬಂಧ ಈ ಮೂಲಕ ನಿಮಗೆ ತಿಳಿಯಪಡಿಸುವುದೇನೆಂದರೆ ನೀವು ಖುದ್ದಾಗಿ ಅಥವಾ ವಕೀಲರ ಮೂಲಕ ನ್ಯಾಯಾಲಯದ ಮುಂದೆ ಹಾಜರಾಗಲು ಸೂಚಿಸಿದೆ, ತಪ್ಪಿದಲ್ಲಿ ಏಕಪಕ್ಷೀಯವಾಗಿ ತೀರ್ಮಾನಿಸಲಾಗುವುದು. ಅರ್ಜಿದಾರರು ಸಲ್ಲಿಸಿರುವ ಅರ್ಜಿಯ ಸಂಬಂಧ ಈ ಮೂಲಕ ನಿಮಗೆ ತಿಳಿಯಪಡಿಸುವುದೇನೆಂದರೆ ನೀವು ಖುದ್ದಾಗಿ ಅಥವಾ ವಕೀಲರ ಮೂಲಕ ನ್ಯಾಯಾಲಯದ ಮುಂದೆ ಹಾಜರಾಗಲು ಸೂಚಿಸಿದೆ, ತಪ್ಪಿದಲ್ಲಿ ಏಕಪಕ್ಷೀಯವಾಗಿ ತೀರ್ಮಾನಿಸಲಾಗುವುದು. MESCOM/2025-26/SE0139	[832, 131, 1272, 157]
ksmscl-logo-icon: ✚	[346, 1264, 380, 1298]
kptcl-name: ಕರ್ನಾಟಕ ವಿದ್ಯುತ್ ಪ್ರಸರಣ ನಿಗಮ ನಿಯಮಿತ	[381, 1001, 542, 1015]
ad-case: ಎಂ.ವಿ.ಸಿ. ನಂ. 9187/2024	[284, 630, 344, 636]
karnataka-bank-logo-icon	[832, 676, 872, 716]
pnb-body: ಅರ್ಜಿದಾರರು ಸಲ್ಲಿಸಿರುವ ಅರ್ಜಿಯ ಸಂಬಂಧ ಈ ಮೂಲಕ ನಿಮಗೆ ತಿಳಿಯಪಡಿಸುವುದೇನೆಂದರೆ ನೀವು ಖುದ್ದಾಗಿ ಅಥವಾ ವಕೀಲರ ಮೂಲಕ ನ್ಯಾಯಾಲಯದ ಮುಂದೆ ಹಾಜರಾಗಲು ಸೂಚಿಸಿದೆ, ತಪ್ಪಿದಲ್ಲಿ ಏಕಪಕ್ಷೀಯವಾಗಿ ತೀರ್ಮಾನಿಸಲಾಗುವುದು. ಅರ್ಜಿದಾರರು ಸಲ್ಲಿಸಿರುವ ಅರ್ಜಿಯ ಸಂಬಂಧ ಈ ಮೂಲಕ ನಿಮಗೆ ತಿಳಿಯಪಡಿಸುವುದೇನೆಂದರೆ ನೀವು ಖುದ್ದಾಗಿ ಅಥವಾ ವಕೀಲರ ಮೂಲಕ ನ್ಯಾಯಾಲಯದ ಮುಂದೆ ಹಾಜರಾಗಲು ಸೂಚಿಸಿದೆ, ತಪ್ಪಿದಲ್ಲಿ ಏಕಪಕ್ಷೀಯವಾಗಿ ತೀರ್ಮಾನಿಸಲಾಗುವುದು.	[832, 452, 1272, 465]
board-order: ನಿರ್ದೇಶಕರ ಮಂಡಳಿಯ ಆದೇಶದ ಮೇರೆಗೆ ಕರ್ನಾಟಕ ಬ್ಯಾಂಕ್ ಲಿಮಿಟೆಡ್‌ಗಾಗಿ	[1085, 1228, 1257, 1237]
tender-subheading: (ಕೆ.ಪಿ.ಪಿ.-ಪೋರ್ಟಲ್ ಮೂಲಕ)	[96, 1224, 164, 1233]
loan-number: ಅರ್ಜಿದಾರರು ಸಲ್ಲಿಸಿರುವ ಅರ್ಜಿಯ ಸಂಬಂಧ ಈ ಮೂಲಕ ನಿಮಗೆ ತಿಳಿಯಪಡಿಸುವು	[840, 489, 964, 511]
helpdesk-col-login: ಲಾಗಿನ್ ಪ್ರಕಾರ	[671, 1090, 909, 1107]
mescom-logo-icon: ⚡	[832, 36, 866, 70]
ksmscl-tender-ad	[342, 1260, 660, 2010]
tender-date: ದಿನಾಂಕ: 30.08.2025	[595, 1044, 656, 1053]
bank-name: ಕರ್ನಾಟಕ ಬ್ಯಾಂಕ್ ಲಿ.	[881, 677, 1105, 713]
reader-notice	[502, 216, 660, 364]
borrower-name: ಅರ್ಜಿದಾರರು ಸಲ್ಲಿಸಿರುವ ಅರ್ಜಿಯ ಸಂಬಂಧ ಈ ಮೂಲಕ ನಿಮಗೆ ತಿಳಿಯಪಡಿಸುವು	[964, 467, 1085, 489]
ad-title: IN THE COURT OF THE PRINCIPAL CIVIL JUDGE AND JMFC., AT GOURIBIDANUR	[389, 630, 487, 652]
court-ad	[254, 32, 374, 350]
loan-number: 0423/1128907 & HOU/BLR/1124/1170484	[840, 467, 964, 489]
list-item: 7. ಎಲೆಕ್ಟ್ರಾನಿಕ್ ರೂಪದಲ್ಲಿ ಷೇರುಗಳನ್ನು ಹೊಂದಿರುವ ವೈಯಕ್ತಿಕ ಷೇರುದಾರರು ತಾಂತ್ರಿಕ ಸಮಸ್ಯೆಗಳಿಗೆ ಈ ಕೆಳಗಿನ ಸಹಾಯವಾಣಿಯನ್ನು ಸಂಪರ್ಕಿಸಬಹುದು:	[670, 1075, 989, 1084]
possession-date: 30-08-2025	[1121, 467, 1151, 489]
masthead	[10, 6, 1276, 28]
ad-title: BEFORE THE MOTOR ACCIDENT CLAIMS TRIBUNAL (SCCH-23) AT BANGALORE M.V.C. No. 1488 OF 2025	[512, 632, 650, 654]
pnb-logo-sub: Finance Limited	[838, 422, 886, 430]
pnb-date: ದಿನಾಂಕ: 01.09.2025	[983, 514, 1041, 522]
notice-para: (ಎ) ಮನೆಯಿಂದಲೇ ರಿಮೋಟ್ ಇ-ವೋಟಿಂಗ್, (ಬಿ) VC/OAVM ಮೂಲಕ ಸಭೆಯಲ್ಲಿ ಭಾಗವಹಿಸುವುದು ಹಾಗೂ (ಸಿ) ಸಭೆಯ ಸಮಯದಲ್ಲಿ ಇ-ವೋಟಿಂಗ್ ಮಾಡುವ ವಿಧಾನವನ್ನು 101ನೇ ವಾರ್ಷಿಕ ಮಹಾಸಭೆಯ ನೋಟಿಸ್‌ನಲ್ಲಿ ವಿವರಿಸಲಾಗಿದೆ. https://karnatakabank.com/investors ಇಲ್ಲಿಂದ ನೋಟಿಸ್ ಡೌನ್‌ಲೋಡ್ ಮಾಡಬಹುದು.	[670, 876, 1266, 895]
contact-phone-1: 9845438807	[14, 500, 148, 528]
dept-name: ಲೋಕೋಪಯೋಗಿ ಇಲಾಖೆ	[54, 1173, 246, 1193]
ad-body: Whereas the petitioner has filed the above case against the Respondent claiming compensation for the injuries sustained in a road traffic accident. You are hereby summoned to appear before this Tribunal either in person or through a pleader duly instructed on the date fixed, failing which the matter will be heard and decided in your absence. Given under my hand and seal of the Court. By Order of the Court, Assistant Registrar, Court of Small Causes, Bangalore. Whereas the petitioner has filed the above case against the Respondent claiming compensation for the injuries sustained in a road traffic accident. You are hereby summoned to appear before this Tribunal either in person or through a pleader duly instructed on the date fixed, failing which the matter will be heard and decided in your absence. Given under my hand and seal of the Court. By Order of the Court, Assistant Registrar, Court of Small Causes, Bangalore. Whereas the petitioner has filed the above case against the Respondent claiming compensation for the injuries sustained in a road traffic accident. You are hereby summoned to appear before this Tribunal either in person or through a pleader duly instructed on the date fixed, failing which the matter will be heard and decided in your absence. Given under my hand and seal of the Court. By Order of the Court, Assistant Registrar, Court of Small Causes, Bangalore.	[506, 662, 656, 821]
possession-table: 1. 0423/1128907 & HOU/BLR/1124/1170484 ಅರ್ಜಿದಾರರು ಸಲ್ಲಿಸಿರುವ ಅರ್ಜಿಯ ಸಂಬಂಧ ಈ ಮೂಲಕ ನಿಮಗೆ ತಿಳಿಯಪಡಿಸುವು Rs. 13,68,965 30-08-2025 ಅರ್ಜಿದಾರರು ಸಲ್ಲಿಸಿರುವ ಅರ್ಜಿಯ ಸಂಬಂಧ ಈ ಮೂಲಕ ನಿಮಗೆ ತಿಳಿಯಪಡಿಸುವು 2. ಅರ್ಜಿದಾರರು ಸಲ್ಲಿಸಿರುವ ಅರ್ಜಿಯ ಸಂಬಂಧ ಈ ಮೂಲಕ ನಿಮಗೆ ತಿಳಿಯಪಡಿಸುವು ಅರ್ಜಿದಾರರು ಸಲ್ಲಿಸಿರುವ ಅರ್ಜಿಯ ಸಂಬಂಧ ಈ ಮೂಲಕ ನಿಮಗೆ ತಿಳಿಯಪಡಿಸುವು ಅರ್ಜಿದಾರರು ಸಲ್ಲಿಸಿರುವ ಅರ್ಜಿಯ ಸಂಬಂಧ ಈ ಮೂಲಕ ನಿಮಗೆ ತಿಳಿಯಪಡಿಸುವು	[832, 467, 1272, 512]
ad-case: ಎಂ.ವಿ.ಸಿ. ನಂ. 5979/2025	[284, 36, 344, 42]
change-of-name-ad	[664, 32, 824, 200]
section-heading: ರಿಮೋಟ್ ಇ-ವೋಟಿಂಗ್:	[670, 899, 725, 908]
dipr-ref: DIPR/NING/699/MPL/25-26	[832, 216, 926, 225]
name-declaration-ad	[502, 32, 660, 212]
column-5	[664, 32, 824, 449]
ksmscl-ref: No: KSMSCL/DRUGS/TND/25-26/AI/PACKAGE-12/24 DRUGS/39/2025-26 Dated: 01.09.2025	[346, 1303, 636, 1309]
kptcl-tender-ad	[342, 988, 660, 1260]
ad-body: ಅರ್ಜಿದಾರರು ಸಲ್ಲಿಸಿರುವ ಅರ್ಜಿಯ ಸಂಬಂಧ ಈ ಮೂಲಕ ನಿಮಗೆ ತಿಳಿಯಪಡಿಸುವುದೇನೆಂದರೆ ನೀವು ಖುದ್ದಾಗಿ ಅಥವಾ ವಕೀಲರ ಮೂಲಕ ನ್ಯಾಯಾಲಯದ ಮುಂದೆ ಹಾಜರಾಗಲು ಸೂಚಿಸಿದೆ, ತಪ್ಪಿದಲ್ಲಿ ಏಕಪಕ್ಷೀಯವಾಗಿ ತೀರ್ಮಾನಿಸಲಾಗುವುದು. ಅರ್ಜಿದಾರರು ಸಲ್ಲಿಸಿರುವ ಅರ್ಜಿಯ ಸಂಬಂಧ ಈ ಮೂಲಕ ನಿಮಗೆ ತಿಳಿಯಪಡಿಸುವುದೇನೆಂದರೆ ನೀವು ಖುದ್ದಾಗಿ ಅಥವಾ ವಕೀಲರ ಮೂಲಕ ನ್ಯಾಯಾಲಯದ ಮುಂದೆ ಹಾಜರಾಗಲು ಸೂಚಿಸಿದೆ, ತಪ್ಪಿದಲ್ಲಿ ಏಕಪಕ್ಷೀಯವಾಗಿ ತೀರ್ಮಾನಿಸಲಾಗುವುದು.	[14, 590, 124, 641]
ad-title: IN THE COURT OF THE 3rd ADDITIONAL CIVIL JUDGE AND J.M.F.C AT ANEKAL	[138, 308, 244, 330]
ad-notice: NOTICE TO 2nd RESPONDENT	[538, 655, 624, 662]
court-ad	[378, 626, 498, 982]
ad-title: ನ್ಯಾಯಾಲಯದ ನೋಟೀಸ್	[287, 358, 341, 365]
ad-body: Whereas the petitioner has filed the above case against the Respondent claiming compensation for the injuries sustained in a road traffic accident. You are hereby summoned to appear before this Tribunal either in person or through a pleader duly instructed on the date fixed, failing which the matter will be heard and decided in your absence. Given under my hand and seal of the Court. By Order of the Court, Assistant Registrar, Court of Small Causes, Bangalore. Whereas the petitioner has filed the above case against the Respondent claiming compensation for the injuries sustained in a road traffic accident. You are hereby summoned to appear before this Tribunal either in person or through a pleader duly instructed on the date fixed, failing which the matter will be heard and decided in your absence. Given under my hand and seal of the Court. By Order of the Court, Assistant Registrar, Court of Small Causes, Bangalore.	[136, 687, 246, 834]
tender-body: ಅರ್ಜಿದಾರರು ಸಲ್ಲಿಸಿರುವ ಅರ್ಜಿಯ ಸಂಬಂಧ ಈ ಮೂಲಕ ನಿಮಗೆ ತಿಳಿಯಪಡಿಸುವುದೇನೆಂದರೆ ನೀವು ಖುದ್ದಾಗಿ ಅಥವಾ ವಕೀಲರ ಮೂಲಕ ನ್ಯಾಯಾಲಯದ ಮುಂದೆ ಹಾಜರಾಗಲು ಸೂಚಿಸಿದೆ, ತಪ್ಪಿದಲ್ಲಿ ಏಕಪಕ್ಷೀಯವಾಗಿ ತೀರ್ಮಾನಿಸಲಾಗುವುದು. ಅರ್ಜಿದಾರರು ಸಲ್ಲಿಸಿರುವ ಅರ್ಜಿಯ ಸಂಬಂಧ ಈ ಮೂಲಕ ನಿಮಗೆ ತಿಳಿಯಪಡಿಸುವುದೇನೆಂದರೆ ನೀವು ಖುದ್ದಾಗಿ ಅಥವಾ ವಕೀಲರ ಮೂಲಕ ನ್ಯಾಯಾಲಯದ ಮುಂದೆ ಹಾಜರಾಗಲು ಸೂಚಿಸಿದೆ, ತಪ್ಪಿದಲ್ಲಿ ಏಕಪಕ್ಷೀಯವಾಗಿ ತೀರ್ಮಾನಿಸಲಾಗುವುದು. ಅರ್ಜಿದಾರರು ಸಲ್ಲಿಸಿರುವ ಅರ್ಜಿಯ ಸಂಬಂಧ ಈ ಮೂಲಕ ನಿಮಗೆ ತಿಳಿಯಪಡಿಸುವುದೇನೆಂದರೆ ನೀವು ಖುದ್ದಾಗಿ ಅಥವಾ ವಕೀಲರ ಮೂಲಕ ನ್ಯಾಯಾಲಯದ ಮುಂದೆ ಹಾಜರಾಗಲು ಸೂಚಿಸಿದೆ, ತಪ್ಪಿದಲ್ಲಿ ಏಕಪಕ್ಷೀಯವಾಗಿ ತೀರ್ಮಾನಿಸಲಾಗುವುದು.	[346, 1484, 656, 1550]
ad-notice: NOTICE TO RESPONDENT No. 1	[146, 939, 236, 946]
pnb-logo-text: pnb Housing	[838, 407, 909, 418]
tender-number: ಟೆಂಡರ್ ಸಂಖ್ಯೆ: 13/2025-26	[14, 1234, 91, 1243]
list-item: 1. ಇ-ಟೆಂಡರ್ ಅಧಿಸೂಚನೆ ಸಂಖ್ಯೆ: KSMSCL/DRUGS/TND/25-26 AI/PACKAGE-12/24 DRUGS/39/2025-26, Dated: 01.09.2025 (IND-0285).	[346, 1337, 656, 1358]
list-item: 2. 2025–26 ನೇ ಸಾಲಿನ Antiallergics and Medicines used in Anaphylaxis (IND-0286).	[346, 1567, 631, 1577]
ad-body: Whereas the petitioner has filed the above case against the Respondent claiming compensation for the injuries sustained in a road traffic accident. You are hereby summoned to appear before this Tribunal either in person or through a pleader duly instructed on the date fixed, failing which the matter will be heard and decided in your absence. Given under my hand and seal of the Court. By Order of the Court, Assistant Registrar, Court of Small Causes, Bangalore. Whereas the petitioner has filed the above case against the Respondent claiming compensation for the injuries sustained in a road traffic accident. You are hereby summoned to appear before this Tribunal either in person or through a pleader duly instructed on the date fixed, failing which the matter will be heard and decided in your absence. Given under my hand and seal of the Court. By Order of the Court, Assistant Registrar, Court of Small Causes, Bangalore.	[14, 325, 124, 472]
ksmscl-address: #1, ಆನಂದ ರಾವ್ ವೃತ್ತ, ಬೆಂಗಳೂರು-560009	[467, 1277, 575, 1286]
court-ad	[132, 32, 250, 300]
ad-title: ಮೋಟಾರು ವಾಹನ ಅಪಘಾತ ಪರಿಹಾರ ನ್ಯಾಯಮಂಡಳಿ	[14, 573, 124, 581]
list-item: 5. ಇ-ಟೆಂಡರ್ ಅಧಿಸೂಚನೆ ಸಂಖ್ಯೆ: KSMSCL/DRUGS/TND/25-26 AI/PACKAGE-16/7 DRUGS/43/2025-26, Dated: 01.09.2025 (IND-0289).	[346, 1434, 656, 1455]
column-4	[502, 32, 660, 988]
bank-web: ಜಾಲತಾಣ : https://karnatakabank.com ಫೋನ್ ನಂ. : 0824-2228222	[861, 741, 1075, 750]
ad-case: ಕ್ರಿಮಿನಲ್ ನಂ. 9898/2024	[552, 372, 610, 378]
court-ad	[378, 32, 498, 292]
demand-amount: Rs. 13,68,965	[1085, 467, 1121, 489]
dipr-ref: DIPR/SMG/No-159-09/zenkar/2025-26	[14, 1638, 132, 1654]
ad-notice: NOTICE TO RESPONDENT NO.2	[24, 66, 114, 73]
paper-name: ವಿಜಯವಾಣಿ	[31, 9, 77, 23]
ad-case: C.MIS No. 1452/2025	[160, 331, 222, 338]
ad-notice: NOTICE TO RESPONDENT No.1	[147, 680, 235, 687]
newspaper-page	[10, 6, 1276, 2014]
ad-body: ಅರ್ಜಿದಾರರು ಸಲ್ಲಿಸಿರುವ ಅರ್ಜಿಯ ಸಂಬಂಧ ಈ ಮೂಲಕ ನಿಮಗೆ ತಿಳಿಯಪಡಿಸುವುದೇನೆಂದರೆ ನೀವು ಖುದ್ದಾಗಿ ಅಥವಾ ವಕೀಲರ ಮೂಲಕ ನ್ಯಾಯಾಲಯದ ಮುಂದೆ ಹಾಜರಾಗಲು ಸೂಚಿಸಿದೆ, ತಪ್ಪಿದಲ್ಲಿ ಏಕಪಕ್ಷೀಯವಾಗಿ ತೀರ್ಮಾನಿಸಲಾಗುವುದು. ಅರ್ಜಿದಾರರು ಸಲ್ಲಿಸಿರುವ ಅರ್ಜಿಯ ಸಂಬಂಧ ಈ ಮೂಲಕ ನಿಮಗೆ ತಿಳಿಯಪಡಿಸುವುದೇನೆಂದರೆ ನೀವು ಖುದ್ದಾಗಿ ಅಥವಾ ವಕೀಲರ ಮೂಲಕ ನ್ಯಾಯಾಲಯದ ಮುಂದೆ ಹಾಜರಾಗಲು ಸೂಚಿಸಿದೆ, ತಪ್ಪಿದಲ್ಲಿ ಏಕಪಕ್ಷೀಯವಾಗಿ ತೀರ್ಮಾನಿಸಲಾಗುವುದು. ಅರ್ಜಿದಾರರು ಸಲ್ಲಿಸಿರುವ ಅರ್ಜಿಯ ಸಂಬಂಧ ಈ ಮೂಲಕ ನಿಮಗೆ ತಿಳಿಯಪಡಿಸುವುದೇನೆಂದರೆ ನೀವು ಖುದ್ದಾಗಿ ಅಥವಾ ವಕೀಲರ ಮೂಲಕ ನ್ಯಾಯಾಲಯದ ಮುಂದೆ ಹಾಜರಾಗಲು ಸೂಚಿಸಿದೆ, ತಪ್ಪಿದಲ್ಲಿ ಏಕಪಕ್ಷೀಯವಾಗಿ ತೀರ್ಮಾನಿಸಲಾಗುವುದು. ಅರ್ಜಿದಾರರು ಸಲ್ಲಿಸಿರುವ ಅರ್ಜಿಯ ಸಂಬಂಧ ಈ ಮೂಲಕ ನಿಮಗೆ ತಿಳಿಯಪಡಿಸುವುದೇನೆಂದರೆ ನೀವು ಖುದ್ದಾಗಿ ಅಥವಾ ವಕೀಲರ ಮೂಲಕ ನ್ಯಾಯಾಲಯದ ಮುಂದೆ ಹಾಜರಾಗಲು ಸೂಚಿಸಿದೆ, ತಪ್ಪಿದಲ್ಲಿ ಏಕಪಕ್ಷೀಯವಾಗಿ ತೀರ್ಮಾನಿಸಲಾಗುವುದು.	[258, 637, 370, 733]
kpwd-tender-ad	[10, 1158, 250, 2010]
govt-name: ಕರ್ನಾಟಕ ಸರ್ಕಾರ	[130, 1164, 170, 1173]
court-ad	[378, 296, 498, 624]
tender-heading: ಟೆಂಡರ್ ಪ್ರಕಟಣೆ	[832, 72, 1272, 94]
bank-regd-office: (ನೋಂದಾಯಿತ ಮತ್ತು ಪ್ರಧಾನ ಕಚೇರಿ: ಮಹಾವೀರ ವೃತ್ತ, ಕಂಕನಾಡಿ, ಮಂಗಳೂರು-575 002)	[856, 721, 1080, 729]
evoting-end-label: ಇ-ಮತದಾನ ಅಂತ್ಯ	[671, 968, 909, 985]
signatory: ವ್ಯವಸ್ಥಾಪಕ ನಿರ್ದೇಶಕರು, ಕ.ರಾ.ವೈ.ಸ.ನಿ.ನಿ., ಬೆಂಗಳೂರು.	[531, 1694, 656, 1703]
tender-heading: ಅಲ್ಪಾವಧಿ ಟೆಂಡರ್ ಪ್ರಕಟಣೆ (ಎಲೆಕ್ಟ್ರಾನಿಕ್ ಪದ್ಧತಿ)	[14, 1210, 246, 1224]
company-secretary-name: ಶಾಮ್ ಕೆ.	[1159, 1249, 1183, 1258]
ad-title: BEFORE THE COURT OF THE M.A.C.T. AT BANGALORE M.V.C. No. 8975/2024	[137, 916, 245, 938]
court-ad	[132, 304, 250, 642]
list-item: 1. ರಿಮೋಟ್ ಇ-ವೋಟಿಂಗ್ ಮಾಡ್ಯೂಲ್ ಅನ್ನು ಮೇಲಿನ ದಿನಾಂಕ ಮತ್ತು ಸಮಯದ ನಂತರ NSDL ನಿಷ್ಕ್ರಿಯಗೊಳಿಸುತ್ತದೆ.	[670, 991, 926, 1000]
tender-portal: http://KPPPkarnataka.gov.in	[14, 1498, 126, 1507]
list-item: 5. ಕಟ್-ಆಫ್ ದಿನಾಂಕದಂದು ಸದಸ್ಯರ ನೋಂದಣಿ ಪುಸ್ತಕದಲ್ಲಿ ಹೆಸರು ದಾಖಲಾಗಿರುವ ವ್ಯಕ್ತಿ ಮಾತ್ರ ಇ-ವೋಟಿಂಗ್ ಸೌಲಭ್ಯ ಪಡೆಯಲು ಅರ್ಹರು.	[670, 1040, 968, 1049]
tender-ref: MESCOM/2025-26/SE0139	[1152, 131, 1272, 156]
ad-body: ಅರ್ಜಿದಾರರು ಸಲ್ಲಿಸಿರುವ ಅರ್ಜಿಯ ಸಂಬಂಧ ಈ ಮೂಲಕ ನಿಮಗೆ ತಿಳಿಯಪಡಿಸುವುದೇನೆಂದರೆ ನೀವು ಖುದ್ದಾಗಿ ಅಥವಾ ವಕೀಲರ ಮೂಲಕ ನ್ಯಾಯಾಲಯದ ಮುಂದೆ ಹಾಜರಾಗಲು ಸೂಚಿಸಿದೆ, ತಪ್ಪಿದಲ್ಲಿ ಏಕಪಕ್ಷೀಯವಾಗಿ ತೀರ್ಮಾನಿಸಲಾಗುವುದು. ಅರ್ಜಿದಾರರು ಸಲ್ಲಿಸಿರುವ ಅರ್ಜಿಯ ಸಂಬಂಧ ಈ ಮೂಲಕ ನಿಮಗೆ ತಿಳಿಯಪಡಿಸುವುದೇನೆಂದರೆ ನೀವು ಖುದ್ದಾಗಿ ಅಥವಾ ವಕೀಲರ ಮೂಲಕ ನ್ಯಾಯಾಲಯದ ಮುಂದೆ ಹಾಜರಾಗಲು ಸೂಚಿಸಿದೆ, ತಪ್ಪಿದಲ್ಲಿ ಏಕಪಕ್ಷೀಯವಾಗಿ ತೀರ್ಮಾನಿಸಲಾಗುವುದು.	[14, 752, 124, 804]
ad-body: Whereas the petitioner has filed the above case against the Respondent claiming compensation for the injuries sustained in a road traffic accident. You are hereby summoned to appear before this Tribunal either in person or through a pleader duly instructed on the date fixed, failing which the matter will be heard and decided in your absence. Given under my hand and seal of the Court. By Order of the Court, Assistant Registrar, Court of Small Causes, Bangalore. Whereas the petitioner has filed the above case against the Respondent claiming compensation for the injuries sustained in a road traffic accident. You are hereby summoned to appear before this Tribunal either in person or through a pleader duly instructed on the date fixed, failing which the matter will be heard and decided in your absence. Given under my hand and seal of the Court. By Order of the Court, Assistant Registrar, Court of Small Causes, Bangalore.	[382, 330, 494, 471]
ad-title: NAME DECLARATION	[506, 38, 656, 57]
ad-case: O.S.No.350/2021	[413, 316, 463, 323]
column-3	[254, 32, 374, 628]
list-item: 4. ರಿಮೋಟ್ ಇ-ವೋಟಿಂಗ್ ಮೂಲಕ ಮತ ಚಲಾಯಿಸದ ಸದಸ್ಯರು ಸಭೆಯ ಸಮಯದಲ್ಲಿ ಇ-ವೋಟಿಂಗ್ ವ್ಯವಸ್ಥೆಯ ಮೂಲಕ ಮತ ಚಲಾಯಿಸಬಹುದು.	[670, 1028, 984, 1037]
signatory: ಸಹಿ/- ಅಧೀಕ್ಷಕ ಇಂಜಿನಿಯರ್ (ವಿ)	[1198, 216, 1272, 225]
list-item: 4. ಇ-ಟೆಂಡರ್ ಅಧಿಸೂಚನೆ ಸಂಖ್ಯೆ: KSMSCL/DRUGS/TND/25-26 AI/PACKAGE-15/7 DRUGS/42/2025-26, Dated: 01.09.2025 (IND-0288).	[346, 1410, 656, 1431]
notice-points	[670, 991, 1266, 1085]
list-item: 3. ಇ-ಟೆಂಡರ್ ಅಧಿಸೂಚನೆ ಸಂಖ್ಯೆ: KSMSCL/DRUGS/TND/25-26 AI/PACKAGE-14/19 DRUGS/41/2025-26, Dated: 01.09.2025 (IND-0287).	[346, 1385, 656, 1407]
ad-body: ಅರ್ಜಿದಾರರು ಸಲ್ಲಿಸಿರುವ ಅರ್ಜಿಯ ಸಂಬಂಧ ಈ ಮೂಲಕ ನಿಮಗೆ ತಿಳಿಯಪಡಿಸುವುದೇನೆಂದರೆ ನೀವು ಖುದ್ದಾಗಿ ಅಥವಾ ವಕೀಲರ ಮೂಲಕ ನ್ಯಾಯಾಲಯದ ಮುಂದೆ ಹಾಜರಾಗಲು ಸೂಚಿಸಿದೆ, ತಪ್ಪಿದಲ್ಲಿ ಏಕಪಕ್ಷೀಯವಾಗಿ ತೀರ್ಮಾನಿಸಲಾಗುವುದು. ಅರ್ಜಿದಾರರು ಸಲ್ಲಿಸಿರುವ ಅರ್ಜಿಯ ಸಂಬಂಧ ಈ ಮೂಲಕ ನಿಮಗೆ ತಿಳಿಯಪಡಿಸುವುದೇನೆಂದರೆ ನೀವು ಖುದ್ದಾಗಿ ಅಥವಾ ವಕೀಲರ ಮೂಲಕ ನ್ಯಾಯಾಲಯದ ಮುಂದೆ ಹಾಜರಾಗಲು ಸೂಚಿಸಿದೆ, ತಪ್ಪಿದಲ್ಲಿ ಏಕಪಕ್ಷೀಯವಾಗಿ ತೀರ್ಮಾನಿಸಲಾಗುವುದು.	[136, 52, 246, 103]
pnb-address: ಅರ್ಜಿದಾರರು ಸಲ್ಲಿಸಿರುವ ಅರ್ಜಿಯ ಸಂಬಂಧ ಈ ಮೂಲಕ ನಿಮಗೆ ತಿಳಿಯಪಡಿಸುವು	[920, 415, 1062, 422]
bank-cin: ಕಂಪನಿ ಗುರುತು ಸಂಖ್ಯೆ : L85110KA1924PLC001128 ಇ-ಮೇಲ್ : investor.grievance@ktkbank.com	[818, 731, 1118, 740]
signatory: ಕಾರ್ಯಪಾಲಕ ಅಭಿಯಂತರರು, ಲೋಕೋಪಯೋಗಿ ಇಲಾಖೆ, ವಿಭಾಗ, ಶಿವಮೊಗ್ಗ	[148, 1638, 246, 1654]
column-6	[828, 32, 1276, 654]
helpline-bar: ವಿದ್ಯುತ್ ಸಂಬಂಧಿತ ದೂರುಗಳಿಗಾಗಿ ಸಹಾಯವಾಣಿ : 1912 ಕರೆ ಮಾಡಿ	[832, 228, 1272, 241]
tender-body: ಅರ್ಜಿದಾರರು ಸಲ್ಲಿಸಿರುವ ಅರ್ಜಿಯ ಸಂಬಂಧ ಈ ಮೂಲಕ ನಿಮಗೆ ತಿಳಿಯಪಡಿಸುವುದೇನೆಂದರೆ ನೀವು ಖುದ್ದಾಗಿ ಅಥವಾ ವಕೀಲರ ಮೂಲಕ ನ್ಯಾಯಾಲಯದ ಮುಂದೆ ಹಾಜರಾಗಲು ಸೂಚಿಸಿದೆ, ತಪ್ಪಿದಲ್ಲಿ ಏಕಪಕ್ಷೀಯವಾಗಿ ತೀರ್ಮಾನಿಸಲಾಗುವುದು. ಅರ್ಜಿದಾರರು ಸಲ್ಲಿಸಿರುವ ಅರ್ಜಿಯ ಸಂಬಂಧ ಈ ಮೂಲಕ ನಿಮಗೆ ತಿಳಿಯಪಡಿಸುವುದೇನೆಂದರೆ ನೀವು ಖುದ್ದಾಗಿ ಅಥವಾ ವಕೀಲರ ಮೂಲಕ ನ್ಯಾಯಾಲಯದ ಮುಂದೆ ಹಾಜರಾಗಲು ಸೂಚಿಸಿದೆ, ತಪ್ಪಿದಲ್ಲಿ ಏಕಪಕ್ಷೀಯವಾಗಿ ತೀರ್ಮಾನಿಸಲಾಗುವುದು.	[832, 97, 1272, 127]
notice-para: ದಿ ಕರ್ನಾಟಕ ಬ್ಯಾಂಕ್ ಲಿಮಿಟೆಡ್‌ನ ("ಬ್ಯಾಂಕ್") ಸದಸ್ಯರ 101ನೇ ವಾರ್ಷಿಕ ಸಾಮಾನ್ಯ ಸಭೆಯನ್ನು ಮಂಗಳವಾರ, ಸೆಪ್ಟೆಂಬರ್ 23, 2025 ರಂದು ಬೆಳಗ್ಗೆ 11.30ಕ್ಕೆ ವಿಡಿಯೋ ಕಾನ್ಫರೆನ್ಸಿಂಗ್ ("VC") / ಇತರ ಆಡಿಯೋ-ವಿಷುಯಲ್ ವಿಧಾನಗಳ ("OAVM") ಮೂಲಕ ನಡೆಸಲಾಗುವುದು. ಕಾರ್ಪೊರೇಟ್ ವ್ಯವಹಾರಗಳ ಸಚಿವಾಲಯವು ಹೊರಡಿಸಿದ ಜನರಲ್ ಸರ್ಕ್ಯುಲರ್ ಸಂಖ್ಯೆ 14/2020 ದಿನಾಂಕ 08 ಏಪ್ರಿಲ್ 2020 ಮತ್ತು ತತ್ಸಂಬಂಧಿತ ಸುತ್ತೋಲೆಗಳು ಹಾಗೂ ಸೆಕ್ಯುರಿಟೀಸ್ ಅಂಡ್ ಎಕ್ಸ್‌ಚೇಂಜ್ ಬೋರ್ಡ್ ಆಫ್ ಇಂಡಿಯಾ (SEBI) ಹೊರಡಿಸಿದ ಸುತ್ತೋಲೆ ಸಂಖ್ಯೆ SEBI/HO/CFD/CFD-PoD-2/P/CIR/2024/133 ದಿನಾಂಕ ಅಕ್ಟೋಬರ್ 03, 2024 ರ ಅನುಸಾರವಾಗಿ ಸಭೆಯನ್ನು ನಡೆಸಲಾಗುತ್ತದೆ. ಆಗಸ್ಟ್ 30, 2025 ರಂದು 2024–25 ನೇ ಹಣಕಾಸು ವರ್ಷದ ವಾರ್ಷಿಕ ವರದಿಯೊಂದಿಗೆ 101ನೇ ವಾರ್ಷಿಕ ಮಹಾಸಭೆಯ ನೋಟಿಸ್ ಅನ್ನು ಯಾರ ಇ-ಮೇಲ್ ವಿಳಾಸಗಳು ಬ್ಯಾಂಕ್ / ರಿಜಿಸ್ಟ್ರಾರ್ ಮತ್ತು ವರ್ಗಾವಣೆ ಏಜೆಂಟ್ (RTA) / ಡಿಪಾಸಿಟರಿ ಪಾರ್ಟಿಸಿಪೆಂಟ್‌ಗಳಲ್ಲಿ ನೋಂದಾಯಿಸಲ್ಪಟ್ಟಿವೆಯೋ ಆ ಎಲ್ಲ ಸದಸ್ಯರಿಗೆ ಎಲೆಕ್ಟ್ರಾನಿಕ್ ವಿಧಾನದ ಮೂಲಕ ಕಳುಹಿಸಲಾಗಿದೆ. ಇ-ಮೇಲ್ ವಿಳಾಸ ನೋಂದಾಯಿಸದ ಸದಸ್ಯರು investor.grievance@ktkbank.com ಗೆ ಬರೆಯಬಹುದು.	[670, 798, 1266, 848]
court-ad	[10, 32, 128, 280]
qr-code-icon	[881, 1215, 935, 1269]
evoting-start: ಶುಕ್ರವಾರ, ಸೆಪ್ಟೆಂಬರ್ 19, 2025 ರಂದು 09.00 AM (IST) ರಿಂದ	[909, 951, 1266, 968]
ad-body: Whereas the petitioner has filed the above case against the Respondent claiming compensation for the injuries sustained in a road traffic accident. You are hereby summoned to appear before this Tribunal either in person or through a pleader duly instructed on the date fixed, failing which the matter will be heard and decided in your absence. Given under my hand and seal of the Court. By Order of the Court, Assistant Registrar, Court of Small Causes, Bangalore. Whereas the petitioner has filed the above case against the Respondent claiming compensation for the injuries sustained in a road traffic accident. You are hereby summoned to appear before this Tribunal either in person or through a pleader duly instructed on the date fixed, failing which the matter will be heard and decided in your absence. Given under my hand and seal of the Court. By Order of the Court, Assistant Registrar, Court of Small Causes, Bangalore.	[136, 946, 246, 1093]
notice-para: 2024–25ನೇ ಹಣಕಾಸು ವರ್ಷದ ವಾರ್ಷಿಕ ವರದಿ ಮತ್ತು 101ನೇ ವಾರ್ಷಿಕ ಮಹಾಸಭೆಯ ನೋಟಿಸ್ ಬ್ಯಾಂಕ್‌ನ ವೆಬ್‌ಸೈಟ್ https://karnatakabank.com/investors ನಲ್ಲಿ ಹಾಗೂ ನ್ಯಾಷನಲ್ ಸೆಕ್ಯುರಿಟೀಸ್ ಡಿಪಾಸಿಟರಿ ಲಿಮಿಟೆಡ್‌ನ ವೆಬ್‌ಸೈಟ್ www.evoting.nsdl.com ನಲ್ಲಿ, ಮತ್ತು ಸ್ಟಾಕ್ ಎಕ್ಸ್‌ಚೇಂಜ್‌ಗಳ ವೆಬ್‌ಸೈಟ್‌ಗಳಾದ www.bseindia.com ಮತ್ತು www.nseindia.com ನಲ್ಲಿ ಲಭ್ಯವಿದೆ.	[670, 852, 1266, 871]
tender-heading: ಟೆಂಡರ್ ಪ್ರಕಟಣೆ	[346, 1312, 656, 1334]
court-ad	[502, 368, 660, 624]
company-secretary-title: ಕಂಪನಿ ಕಾರ್ಯದರ್ಶಿ	[1148, 1259, 1194, 1268]
tender-body: ಅರ್ಜಿದಾರರು ಸಲ್ಲಿಸಿರುವ ಅರ್ಜಿಯ ಸಂಬಂಧ ಈ ಮೂಲಕ ನಿಮಗೆ ತಿಳಿಯಪಡಿಸುವುದೇನೆಂದರೆ ನೀವು ಖುದ್ದಾಗಿ ಅಥವಾ ವಕೀಲರ ಮೂಲಕ ನ್ಯಾಯಾಲಯದ ಮುಂದೆ ಹಾಜರಾಗಲು ಸೂಚಿಸಿದೆ, ತಪ್ಪಿದಲ್ಲಿ ಏಕಪಕ್ಷೀಯವಾಗಿ ತೀರ್ಮಾನಿಸಲಾಗುವುದು. ಅರ್ಜಿದಾರರು ಸಲ್ಲಿಸಿರುವ ಅರ್ಜಿಯ ಸಂಬಂಧ ಈ ಮೂಲಕ ನಿಮಗೆ ತಿಳಿಯಪಡಿಸುವುದೇನೆಂದರೆ ನೀವು ಖುದ್ದಾಗಿ ಅಥವಾ ವಕೀಲರ ಮೂಲಕ ನ್ಯಾಯಾಲಯದ ಮುಂದೆ ಹಾಜರಾಗಲು ಸೂಚಿಸಿದೆ, ತಪ್ಪಿದಲ್ಲಿ ಏಕಪಕ್ಷೀಯವಾಗಿ ತೀರ್ಮಾನಿಸಲಾಗುವುದು.	[346, 1634, 656, 1677]
helpdesk-cdsl-type: ಸಿಡಿಎಸ್‌ಎಲ್‌ನೊಂದಿಗೆ ಡಿಮ್ಯಾಟ್ ಮೋಡ್‌ನಲ್ಲಿ ಸೆಕ್ಯುರಿಟಿಗಳನ್ನು ಹೊಂದಿರುವ ವೈಯಕ್ತಿಕ ಷೇರುದಾರರು	[671, 1125, 909, 1142]
court-ad	[10, 570, 128, 738]
ad-case: ಎಂ.ವಿ.ಸಿ. ನಂ. 9897/2024	[14, 745, 74, 752]
section-heading: ಪರಿಶೀಲಕರು:	[670, 1148, 699, 1157]
helpdesk-cdsl-details: helpdesk.evoting@cdslindia.com ಗೆ ವಿನಂತಿ ಕಳುಹಿಸಿ ಅಥವಾ ಟೋಲ್ ಫ್ರೀ ಸಂಖ್ಯೆ 1800-21-09-911 ಗೆ ಕರೆ ಮಾಡಿ	[909, 1125, 1266, 1142]
list-item: 6. ಸಹಾಯಕ್ಕಾಗಿ www.evoting.nsdl.com ನ ಡೌನ್‌ಲೋಡ್ ವಿಭಾಗದಲ್ಲಿರುವ FAQ ನೋಡಿ ಅಥವಾ ಟೋಲ್ ಫ್ರೀ ಸಂಖ್ಯೆ : 022-4886 7000 ಗೆ ಕರೆ ಮಾಡಿ. RTA: M/s. Integrated Registry Management Services Pvt. Ltd., ಬೆಂಗಳೂರು-560003 (080) 23460815-818.	[670, 1052, 1266, 1072]
ad-title: BEFORE THE MOTOR ACCIDENT CLAIMS TRIBUNAL AT BANGALORE (SCCH-22) M.V.C. No. 8738/2024	[14, 288, 124, 317]
ad-body: Whereas the petitioner has filed the above case against the Respondent claiming compensation for the injuries sustained in a road traffic accident. You are hereby summoned to appear before this Tribunal either in person or through a pleader duly instructed on the date fixed, failing which the matter will be heard and decided in your absence. Given under my hand and seal of the Court. By Order of the Court, Assistant Registrar, Court of Small Causes, Bangalore. Whereas the petitioner has filed the above case against the Respondent claiming compensation for the injuries sustained in a road traffic accident. You are hereby summoned to appear before this Tribunal either in person or through a pleader duly instructed on the date fixed, failing which the matter will be heard and decided in your absence. Given under my hand and seal of the Court. By Order of the Court, Assistant Registrar, Court of Small Causes, Bangalore.	[382, 66, 494, 206]
column-1	[10, 32, 148, 902]
tender-body: ಅರ್ಜಿದಾರರು ಸಲ್ಲಿಸಿರುವ ಅರ್ಜಿಯ ಸಂಬಂಧ ಈ ಮೂಲಕ ನಿಮಗೆ ತಿಳಿಯಪಡಿಸುವುದೇನೆಂದರೆ ನೀವು ಖುದ್ದಾಗಿ ಅಥವಾ ವಕೀಲರ ಮೂಲಕ ನ್ಯಾಯಾಲಯದ ಮುಂದೆ ಹಾಜರಾಗಲು ಸೂಚಿಸಿದೆ, ತಪ್ಪಿದಲ್ಲಿ ಏಕಪಕ್ಷೀಯವಾಗಿ ತೀರ್ಮಾನಿಸಲಾಗುವುದು. ಅರ್ಜಿದಾರರು ಸಲ್ಲಿಸಿರುವ ಅರ್ಜಿಯ ಸಂಬಂಧ ಈ ಮೂಲಕ ನಿಮಗೆ ತಿಳಿಯಪಡಿಸುವುದೇನೆಂದರೆ ನೀವು ಖುದ್ದಾಗಿ ಅಥವಾ ವಕೀಲರ ಮೂಲಕ ನ್ಯಾಯಾಲಯದ ಮುಂದೆ ಹಾಜರಾಗಲು ಸೂಚಿಸಿದೆ, ತಪ್ಪಿದಲ್ಲಿ ಏಕಪಕ್ಷೀಯವಾಗಿ ತೀರ್ಮಾನಿಸಲಾಗುವುದು. ಅರ್ಜಿದಾರರು ಸಲ್ಲಿಸಿರುವ ಅರ್ಜಿಯ ಸಂಬಂಧ ಈ ಮೂಲಕ ನಿಮಗೆ ತಿಳಿಯಪಡಿಸುವುದೇನೆಂದರೆ ನೀವು ಖುದ್ದಾಗಿ ಅಥವಾ ವಕೀಲರ ಮೂಲಕ ನ್ಯಾಯಾಲಯದ ಮುಂದೆ ಹಾಜರಾಗಲು ಸೂಚಿಸಿದೆ, ತಪ್ಪಿದಲ್ಲಿ ಏಕಪಕ್ಷೀಯವಾಗಿ ತೀರ್ಮಾನಿಸಲಾಗುವುದು. ಅರ್ಜಿದಾರರು ಸಲ್ಲಿಸಿರುವ ಅರ್ಜಿಯ ಸಂಬಂಧ ಈ ಮೂಲಕ ನಿಮಗೆ ತಿಳಿಯಪಡಿಸುವುದೇನೆಂದರೆ ನೀವು ಖುದ್ದಾಗಿ ಅಥವಾ ವಕೀಲರ ಮೂಲಕ ನ್ಯಾಯಾಲಯದ ಮುಂದೆ ಹಾಜರಾಗಲು ಸೂಚಿಸಿದೆ, ತಪ್ಪಿದಲ್ಲಿ ಏಕಪಕ್ಷೀಯವಾಗಿ ತೀರ್ಮಾನಿಸಲಾಗುವುದು. ಅರ್ಜಿದಾರರು ಸಲ್ಲಿಸಿರುವ ಅರ್ಜಿಯ ಸಂಬಂಧ ಈ ಮೂಲಕ ನಿಮಗೆ ತಿಳಿಯಪಡಿಸುವುದೇನೆಂದರೆ ನೀವು ಖುದ್ದಾಗಿ ಅಥವಾ ವಕೀಲರ ಮೂಲಕ ನ್ಯಾಯಾಲಯದ ಮುಂದೆ ಹಾಜರಾಗಲು ಸೂಚಿಸಿದೆ, ತಪ್ಪಿದಲ್ಲಿ ಏಕಪಕ್ಷೀಯವಾಗಿ ತೀರ್ಮಾನಿಸಲಾಗುವುದು.	[14, 1509, 246, 1634]
evoting-period-table	[670, 950, 1266, 985]
court-ad	[254, 354, 374, 624]
property-desc: ಅರ್ಜಿದಾರರು ಸಲ್ಲಿಸಿರುವ ಅರ್ಜಿಯ ಸಂಬಂಧ ಈ ಮೂಲಕ ನಿಮಗೆ ತಿಳಿಯಪಡಿಸುವು	[1151, 467, 1272, 489]
tender-portal: https://kppp.karnataka.gov.in	[346, 1680, 474, 1690]
section-heading: ಫಲಿತಾಂಶಗಳು:	[670, 1174, 703, 1183]
notice-para: ರಿಮೋಟ್ ಇ-ವೋಟಿಂಗ್ ಅವಧಿಯು ಈ ಕೆಳಗಿನಂತಿರುತ್ತದೆ:	[670, 936, 793, 945]
list-item: 4. 2025–26 ನೇ ಸಾಲಿನ Ear Nose and Throat Medicines (IND-0288).	[346, 1593, 571, 1603]
